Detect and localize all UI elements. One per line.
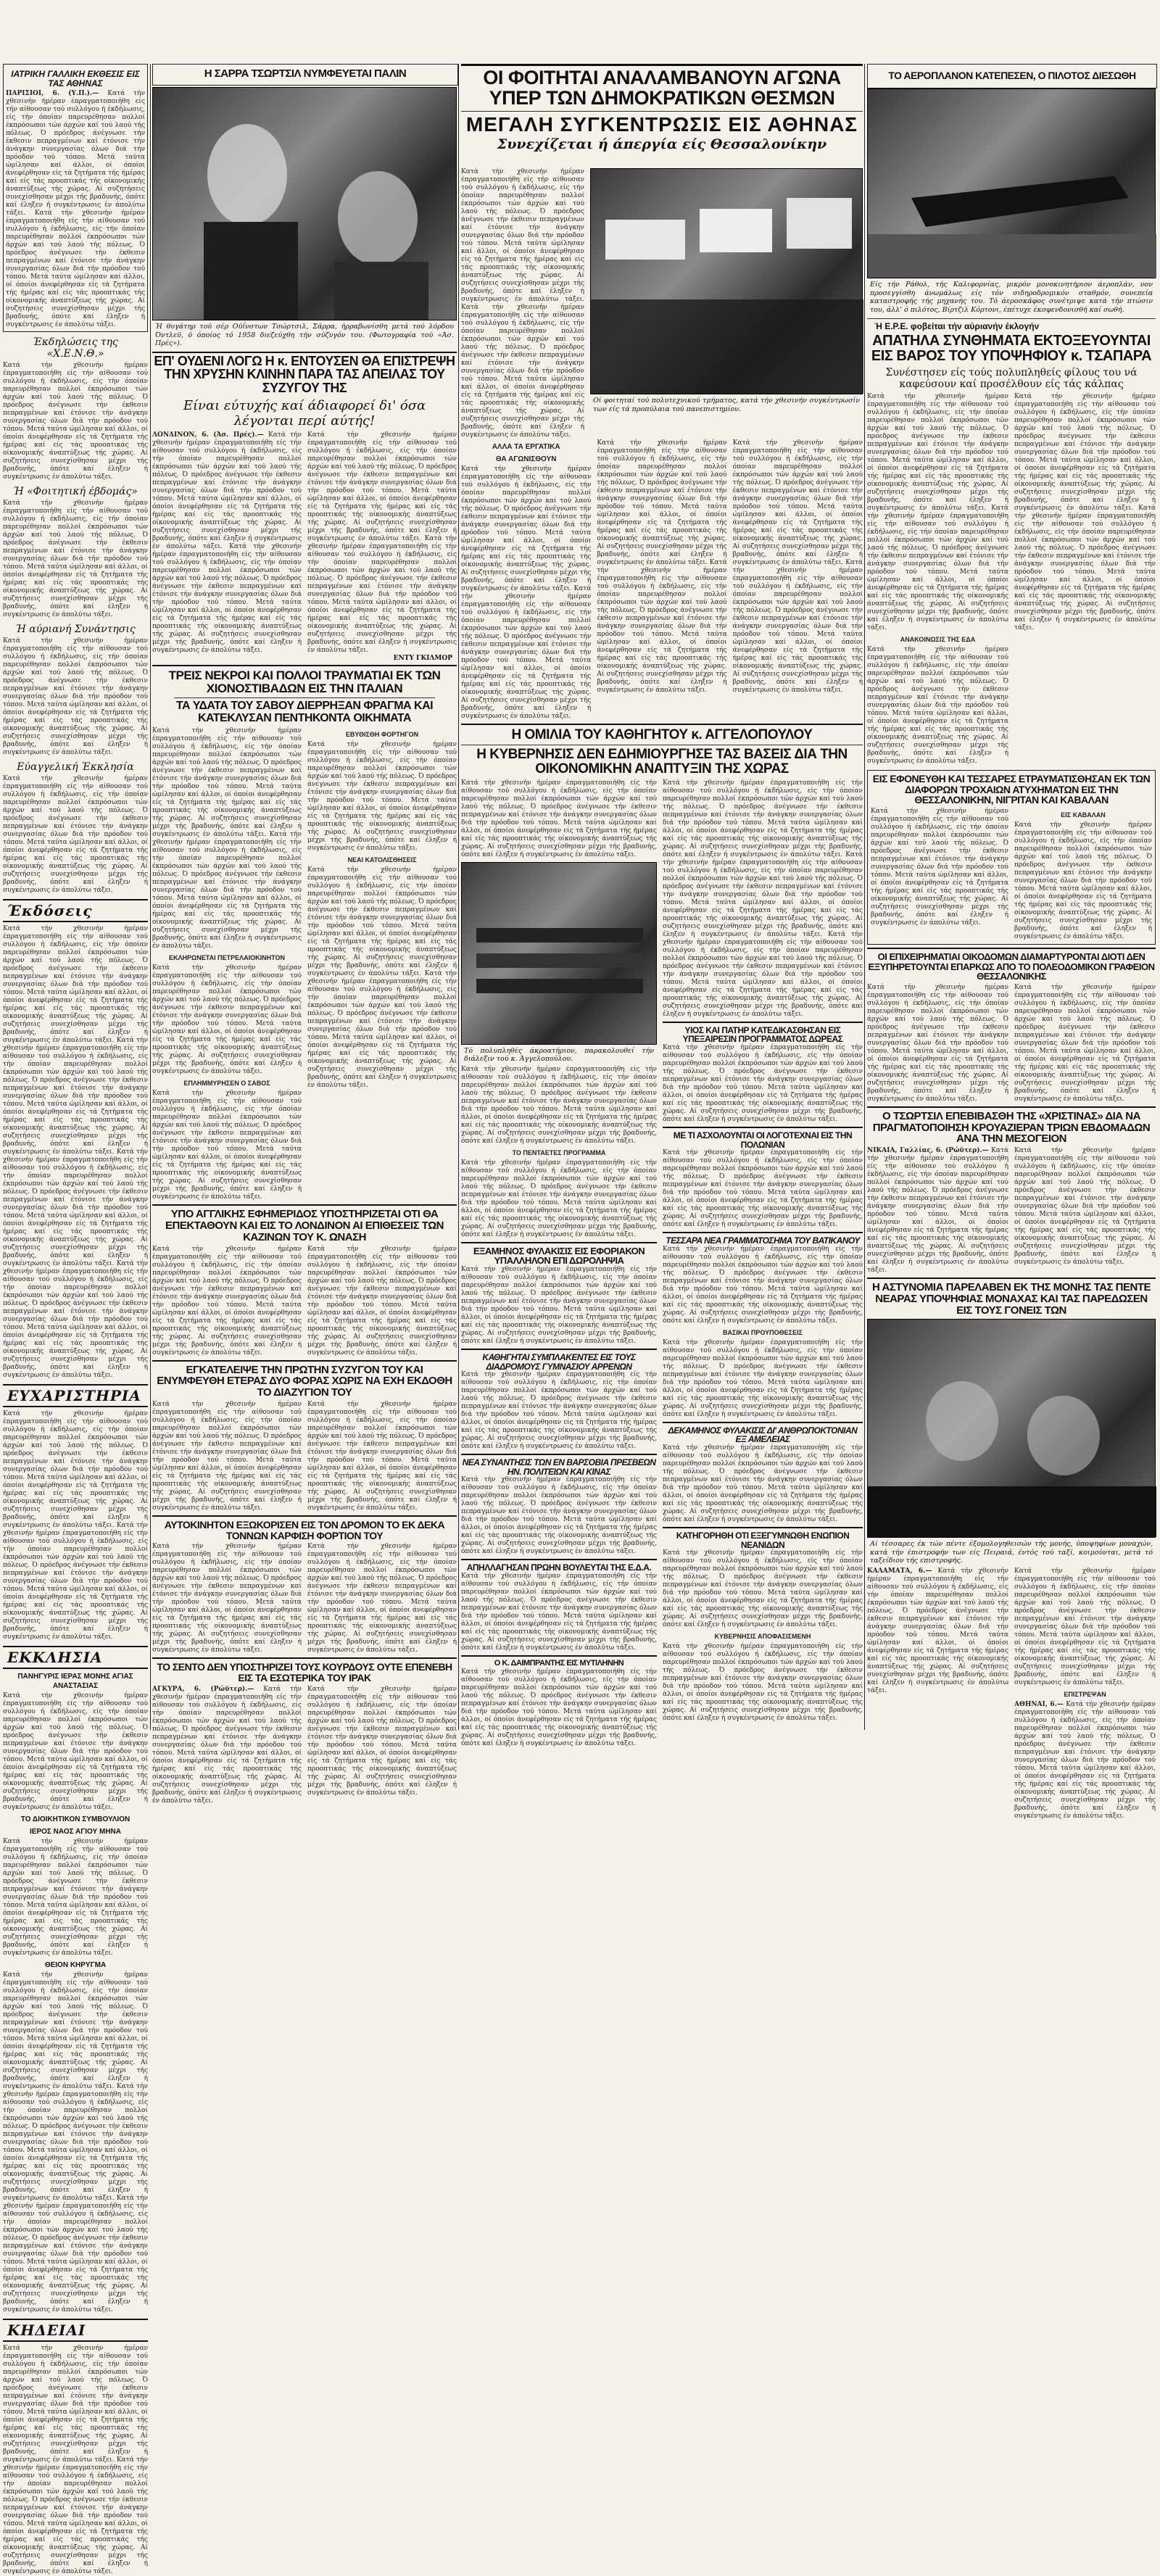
students-subheadline: Συνεχίζεται ή άπεργία είς Θεσσαλονίκην <box>497 136 827 153</box>
medical-exhibition-heading: ΙΑΤΡΙΚΗ ΓΑΛΛΙΚΗ ΕΚΘΕΣΙΣ ΕΙΣ ΤΑΣ ΑΘΗΝΑΣ <box>11 69 140 88</box>
church-banner: ΕΚΚΛΗΣΙΑ <box>3 1646 148 1669</box>
students-headline-line2: ΥΠΕΡ ΤΩΝ ΔΗΜΟΚΡΑΤΙΚΩΝ ΘΕΣΜΩΝ <box>489 87 835 109</box>
funerals-banner: ΚΗΔΕΙΑΙ <box>3 2319 148 2342</box>
publications-banner: Έκδόσεις <box>3 899 148 922</box>
angelopoulos-speech-headline: Η ΟΜΙΛΙΑ ΤΟΥ ΚΑΘΗΓΗΤΟΥ κ. ΑΓΓΕΛΟΠΟΥΛΟΥ <box>511 727 813 742</box>
second-column: Ή θυγάτηρ τού σέρ Ούΐνστων Τσώρτσιλ, Σάρρα, ήρραβωνίσθη μετά τού λόρδου Όντλεϋ, ό όποίος τό 1958 διεζεύχθη τήν σύζυγόν του. (Φωτογραφία τού «Άσ. Πρές»). ΕΠ' ΟΥΔΕΝΙ ΛΟΓΩ Η κ. ΕΝΤΟΥΣΕΝ ΘΑ ΕΠΙΣΤΡΕΨΗ ΤΗΝ ΧΡΥΣΗΝ ΚΛΙΝΗΝ ΠΑΡΑ ΤΑΣ ΑΠΕΙΛΑΣ ΤΟΥ ΣΥΖΥΓΟΥ ΤΗΣ Είναι εύτυχής καί άδιαφορεί δι' όσα λέγονται περί αύτής! ΛΟΝΔΙΝΟΝ, 6. (Άσ. Πρές).— Κατά τήν χθεσινήν ήμέραν έπραγματοποιήθη είς τήν αίθουσαν τού συλλόγου ή έκδήλωσις, είς τήν όποίαν παρευρέθησαν πολλοί έκπρόσωποι τών άρχών καί τού λαού τής πόλεως. Ό πρόεδρος άνέγνωσε τήν έκθεσιν πεπραγμένων καί έτόνισε τήν άνάγκην συνεργασίας όλων διά τήν πρόοδον τού τόπου. Μετά ταύτα ώμίλησαν καί άλλοι, οί όποίοι άνεφέρθησαν είς τά ζητήματα τής ήμέρας καί είς τάς προοπτικάς τής οίκονομικής άναπτύξεως τής χώρας. Αί συζητήσεις συνεχίσθησαν μέχρι τής βραδυνής, όπότε καί έληξεν ή συγκέντρωσις έν άπολύτω τάξει. Κατά τήν χθεσινήν ήμέραν έπραγματοποιήθη είς τήν αίθουσαν τού συλλόγου ή έκδήλωσις, είς τήν όποίαν παρευρέθησαν πολλοί έκπρόσωποι τών άρχών καί τού λαού τής πόλεως. Ό πρόεδρος άνέγνωσε τήν έκθεσιν πεπραγμένων καί έτόνισε τήν άνάγκην συνεργασίας όλων διά τήν πρόοδον τού τόπου. Μετά ταύτα ώμίλησαν καί άλλοι, οί όποίοι άνεφέρθησαν είς τά ζητήματα τής ήμέρας καί είς τάς προοπτικάς τής οίκονομικής άναπτύξεως τής χώρας. Αί συζητήσεις συνεχίσθησαν μέχρι τής βραδυνής, όπότε καί έληξεν ή συγκέντρωσις έν άπολύτω τάξει. Κατά τήν χθεσινήν ήμέραν έπραγματοποιήθη είς τήν αίθουσαν τού συλλόγου ή έκδήλωσις, είς τήν όποίαν παρευρέθησαν πολλοί έκπρόσωποι τών άρχών καί τού λαού τής πόλεως. Ό πρόεδρος άνέγνωσε τήν έκθεσιν πεπραγμένων καί έτόνισε τήν άνάγκην συνεργασίας όλων διά τήν πρόοδον τού τόπου. Μετά ταύτα ώμίλησαν καί άλλοι, οί όποίοι άνεφέρθησαν είς τά ζητήματα τής ήμέρας καί είς τάς προοπτικάς τής οίκονομικής άναπτύξεως τής χώρας. Αί συζητήσεις συνεχίσθησαν μέχρι τής βραδυνής, όπότε καί έληξεν ή συγκέντρωσις έν άπολύτω τάξει. Κατά τήν χθεσινήν ήμέραν έπραγματοποιήθη είς τήν αίθουσαν τού συλλόγου ή έκδήλωσις, είς τήν όποίαν παρευρέθησαν πολλοί έκπρόσωποι τών άρχών καί τού λαού τής πόλεως. Ό πρόεδρος άνέγνωσε τήν έκθεσιν πεπραγμένων καί έτόνισε τήν άνάγκην συνεργασίας όλων διά τήν πρόοδον τού τόπου. Μετά ταύτα ώμίλησαν καί άλλοι, οί όποίοι άνεφέρθησαν είς τά ζητήματα τής ήμέρας καί είς τάς προοπτικάς τής οίκονομικής άναπτύξεως τής χώρας. Αί συζητήσεις συνεχίσθησαν μέχρι τής βραδυνής, όπότε καί έληξεν ή συγκέντρωσις έν άπολύτω τάξει. ΕΝΤΥ ΓΚΙΛΜΟΡ ΤΡΕΙΣ ΝΕΚΡΟΙ ΚΑΙ ΠΟΛΛΟΙ ΤΡΑΥΜΑΤΙΑΙ ΕΚ ΤΩΝ ΧΙΟΝΟΣΤΙΒΑΔΩΝ ΕΙΣ ΤΗΝ ΙΤΑΛΙΑΝ ΤΑ ΥΔΑΤΑ ΤΟΥ ΣΑΒΟΥ ΔΙΕΡΡΗΞΑΝ ΦΡΑΓΜΑ ΚΑΙ ΚΑΤΕΚΛΥΣΑΝ ΠΕΝΤΗΚΟΝΤΑ ΟΙΚΗΜΑΤΑ Κατά τήν χθεσινήν ήμέραν έπραγματοποιήθη είς τήν αίθουσαν τού συλλόγου ή έκδήλωσις, είς τήν όποίαν παρευρέθησαν πολλοί έκπρόσωποι τών άρχών καί τού λαού τής πόλεως. Ό πρόεδρος άνέγνωσε τήν έκθεσιν πεπραγμένων καί έτόνισε τήν άνάγκην συνεργασίας όλων διά τήν πρόοδον τού τόπου. Μετά ταύτα ώμίλησαν καί άλλοι, οί όποίοι άνεφέρθησαν είς τά ζητήματα τής ήμέρας καί είς τάς προοπτικάς τής οίκονομικής άναπτύξεως τής χώρας. Αί συζητήσεις συνεχίσθησαν μέχρι τής βραδυνής, όπότε καί έληξεν ή συγκέντρωσις έν άπολύτω τάξει. Κατά τήν χθεσινήν ήμέραν έπραγματοποιήθη είς τήν αίθουσαν τού συλλόγου ή έκδήλωσις, είς τήν όποίαν παρευρέθησαν πολλοί έκπρόσωποι τών άρχών καί τού λαού τής πόλεως. Ό πρόεδρος άνέγνωσε τήν έκθεσιν πεπραγμένων καί έτόνισε τήν άνάγκην συνεργασίας όλων διά τήν πρόοδον τού τόπου. Μετά ταύτα ώμίλησαν καί άλλοι, οί όποίοι άνεφέρθησαν είς τά ζητήματα τής ήμέρας καί είς τάς προοπτικάς τής οίκονομικής άναπτύξεως τής χώρας. Αί συζητήσεις συνεχίσθησαν μέχρι τής βραδυνής, όπότε καί έληξεν ή συγκέντρωσις έν άπολύτω τάξει. ΕΚΛΗΡΩΝΕΤΑΙ ΠΕΤΡΕΛΑΙΟΚΙΝΗΤΟΝ Κατά τήν χθεσινήν ήμέραν έπραγματοποιήθη είς τήν αίθουσαν τού συλλόγου ή έκδήλωσις, είς τήν όποίαν παρευρέθησαν πολλοί έκπρόσωποι τών άρχών καί τού λαού τής πόλεως. Ό πρόεδρος άνέγνωσε τήν έκθεσιν πεπραγμένων καί έτόνισε τήν άνάγκην συνεργασίας όλων διά τήν πρόοδον τού τόπου. Μετά ταύτα ώμίλησαν καί άλλοι, οί όποίοι άνεφέρθησαν είς τά ζητήματα τής ήμέρας καί είς τάς προοπτικάς τής οίκονομικής άναπτύξεως τής χώρας. Αί συζητήσεις συνεχίσθησαν μέχρι τής βραδυνής, όπότε καί έληξεν ή συγκέντρωσις έν άπολύτω τάξει. ΕΠΛΗΜΜΥΡΗΣΕΝ Ο ΣΑΒΟΣ Κατά τήν χθεσινήν ήμέραν έπραγματοποιήθη είς τήν αίθουσαν τού συλλόγου ή έκδήλωσις, είς τήν όποίαν παρευρέθησαν πολλοί έκπρόσωποι τών άρχών καί τού λαού τής πόλεως. Ό πρόεδρος άνέγνωσε τήν έκθεσιν πεπραγμένων καί έτόνισε τήν άνάγκην συνεργασίας όλων διά τήν πρόοδον τού τόπου. Μετά ταύτα ώμίλησαν καί άλλοι, οί όποίοι άνεφέρθησαν είς τά ζητήματα τής ήμέρας καί είς τάς προοπτικάς τής οίκονομικής άναπτύξεως τής χώρας. Αί συζητήσεις συνεχίσθησαν μέχρι τής βραδυνής, όπότε καί έληξεν ή συγκέντρωσις έν άπολύτω τάξει. ΕΒΥΘΙΣΘΗ ΦΟΡΤΗΓΟΝ Κατά τήν χθεσινήν ήμέραν έπραγματοποιήθη είς τήν αίθουσαν τού συλλόγου ή έκδήλωσις, είς τήν όποίαν παρευρέθησαν πολλοί έκπρόσωποι τών άρχών καί τού λαού τής πόλεως. Ό πρόεδρος άνέγνωσε τήν έκθεσιν πεπραγμένων καί έτόνισε τήν άνάγκην συνεργασίας όλων διά τήν πρόοδον τού τόπου. Μετά ταύτα ώμίλησαν καί άλλοι, οί όποίοι άνεφέρθησαν είς τά ζητήματα τής ήμέρας καί είς τάς προοπτικάς τής οίκονομικής άναπτύξεως τής χώρας. Αί συζητήσεις συνεχίσθησαν μέχρι τής βραδυνής, όπότε καί έληξεν ή συγκέντρωσις έν άπολύτω τάξει. ΝΕΑΙ ΚΑΤΟΛΙΣΘΗΣΕΙΣ Κατά τήν χθεσινήν ήμέραν έπραγματοποιήθη είς τήν αίθουσαν τού συλλόγου ή έκδήλωσις, είς τήν όποίαν παρευρέθησαν πολλοί έκπρόσωποι τών άρχών καί τού λαού τής πόλεως. Ό πρόεδρος άνέγνωσε τήν έκθεσιν πεπραγμένων καί έτόνισε τήν άνάγκην συνεργασίας όλων διά τήν πρόοδον τού τόπου. Μετά ταύτα ώμίλησαν καί άλλοι, οί όποίοι άνεφέρθησαν είς τά ζητήματα τής ήμέρας καί είς τάς προοπτικάς τής οίκονομικής άναπτύξεως τής χώρας. Αί συζητήσεις συνεχίσθησαν μέχρι τής βραδυνής, όπότε καί έληξεν ή συγκέντρωσις έν άπολύτω τάξει. Κατά τήν χθεσινήν ήμέραν έπραγματοποιήθη είς τήν αίθουσαν τού συλλόγου ή έκδήλωσις, είς τήν όποίαν παρευρέθησαν πολλοί έκπρόσωποι τών άρχών καί τού λαού τής πόλεως. Ό πρόεδρος άνέγνωσε τήν έκθεσιν πεπραγμένων καί έτόνισε τήν άνάγκην συνεργασίας όλων διά τήν πρόοδον τού τόπου. Μετά ταύτα ώμίλησαν καί άλλοι, οί όποίοι άνεφέρθησαν είς τά ζητήματα τής ήμέρας καί είς τάς προοπτικάς τής οίκονομικής άναπτύξεως τής χώρας. Αί συζητήσεις συνεχίσθησαν μέχρι τής βραδυνής, όπότε καί έληξεν ή συγκέντρωσις έν άπολύτω τάξει. ΥΠΟ ΑΓΓΛΙΚΗΣ ΕΦΗΜΕΡΙΔΟΣ ΥΠΟΣΤΗΡΙΖΕΤΑΙ ΟΤΙ ΘΑ ΕΠΕΚΤΑΘΟΥΝ ΚΑΙ ΕΙΣ ΤΟ ΛΟΝΔΙΝΟΝ ΑΙ ΕΠΙΘΕΣΕΙΣ ΤΩΝ ΚΑΖΙΝΩΝ ΤΟΥ Κ. ΩΝΑΣΗ Κατά τήν χθεσινήν ήμέραν έπραγματοποιήθη είς τήν αίθουσαν τού συλλόγου ή έκδήλωσις, είς τήν όποίαν παρευρέθησαν πολλοί έκπρόσωποι τών άρχών καί τού λαού τής πόλεως. Ό πρόεδρος άνέγνωσε τήν έκθεσιν πεπραγμένων καί έτόνισε τήν άνάγκην συνεργασίας όλων διά τήν πρόοδον τού τόπου. Μετά ταύτα ώμίλησαν καί άλλοι, οί όποίοι άνεφέρθησαν είς τά ζητήματα τής ήμέρας καί είς τάς προοπτικάς τής οίκονομικής άναπτύξεως τής χώρας. Αί συζητήσεις συνεχίσθησαν μέχρι τής βραδυνής, όπότε καί έληξεν ή συγκέντρωσις έν άπολύτω τάξει. Κατά τήν χθεσινήν ήμέραν έπραγματοποιήθη είς τήν αίθουσαν τού συλλόγου ή έκδήλωσις, είς τήν όποίαν παρευρέθησαν πολλοί έκπρόσωποι τών άρχών καί τού λαού τής πόλεως. Ό πρόεδρος άνέγνωσε τήν έκθεσιν πεπραγμένων καί έτόνισε τήν άνάγκην συνεργασίας όλων διά τήν πρόοδον τού τόπου. Μετά ταύτα ώμίλησαν καί άλλοι, οί όποίοι άνεφέρθησαν είς τά ζητήματα τής ήμέρας καί είς τάς προοπτικάς τής οίκονομικής άναπτύξεως τής χώρας. Αί συζητήσεις συνεχίσθησαν μέχρι τής βραδυνής, όπότε καί έληξεν ή συγκέντρωσις έν άπολύτω τάξει. ΕΓΚΑΤΕΛΕΙΨΕ ΤΗΝ ΠΡΩΤΗΝ ΣΥΖΥΓΟΝ ΤΟΥ ΚΑΙ ΕΝΥΜΦΕΥΘΗ ΕΤΕΡΑΣ ΔΥΟ ΦΟΡΑΣ ΧΩΡΙΣ ΝΑ ΕΧΗ ΕΚΔΟΘΗ ΤΟ ΔΙΑΖΥΓΙΟΝ ΤΟΥ Κατά τήν χθεσινήν ήμέραν έπραγματοποιήθη είς τήν αίθουσαν τού συλλόγου ή έκδήλωσις, είς τήν όποίαν παρευρέθησαν πολλοί έκπρόσωποι τών άρχών καί τού λαού τής πόλεως. Ό πρόεδρος άνέγνωσε τήν έκθεσιν πεπραγμένων καί έτόνισε τήν άνάγκην συνεργασίας όλων διά τήν πρόοδον τού τόπου. Μετά ταύτα ώμίλησαν καί άλλοι, οί όποίοι άνεφέρθησαν είς τά ζητήματα τής ήμέρας καί είς τάς προοπτικάς τής οίκονομικής άναπτύξεως τής χώρας. Αί συζητήσεις συνεχίσθησαν μέχρι τής βραδυνής, όπότε καί έληξεν ή συγκέντρωσις έν άπολύτω τάξει. Κατά τήν χθεσινήν ήμέραν έπραγματοποιήθη είς τήν αίθουσαν τού συλλόγου ή έκδήλωσις, είς τήν όποίαν παρευρέθησαν πολλοί έκπρόσωποι τών άρχών καί τού λαού τής πόλεως. Ό πρόεδρος άνέγνωσε τήν έκθεσιν πεπραγμένων καί έτόνισε τήν άνάγκην συνεργασίας όλων διά τήν πρόοδον τού τόπου. Μετά ταύτα ώμίλησαν καί άλλοι, οί όποίοι άνεφέρθησαν είς τά ζητήματα τής ήμέρας καί είς τάς προοπτικάς τής οίκονομικής άναπτύξεως τής χώρας. Αί συζητήσεις συνεχίσθησαν μέχρι τής βραδυνής, όπότε καί έληξεν ή συγκέντρωσις έν άπολύτω τάξει. ΑΥΤΟΚΙΝΗΤΟΝ ΕΞΩΚΟΡΙΣΕΝ ΕΙΣ ΤΟΝ ΔΡΟΜΟΝ ΤΟ ΕΚ ΔΕΚΑ ΤΟΝΝΩΝ ΚΑΡΦΙΣΗ ΦΟΡΤΙΟΝ ΤΟΥ Κατά τήν χθεσινήν ήμέραν έπραγματοποιήθη είς τήν αίθουσαν τού συλλόγου ή έκδήλωσις, είς τήν όποίαν παρευρέθησαν πολλοί έκπρόσωποι τών άρχών καί τού λαού τής πόλεως. Ό πρόεδρος άνέγνωσε τήν έκθεσιν πεπραγμένων καί έτόνισε τήν άνάγκην συνεργασίας όλων διά τήν πρόοδον τού τόπου. Μετά ταύτα ώμίλησαν καί άλλοι, οί όποίοι άνεφέρθησαν είς τά ζητήματα τής ήμέρας καί είς τάς προοπτικάς τής οίκονομικής άναπτύξεως τής χώρας. Αί συζητήσεις συνεχίσθησαν μέχρι τής βραδυνής, όπότε καί έληξεν ή συγκέντρωσις έν άπολύτω τάξει. Κατά τήν χθεσινήν ήμέραν έπραγματοποιήθη είς τήν αίθουσαν τού συλλόγου ή έκδήλωσις, είς τήν όποίαν παρευρέθησαν πολλοί έκπρόσωποι τών άρχών καί τού λαού τής πόλεως. Ό πρόεδρος άνέγνωσε τήν έκθεσιν πεπραγμένων καί έτόνισε τήν άνάγκην συνεργασίας όλων διά τήν πρόοδον τού τόπου. Μετά ταύτα ώμίλησαν καί άλλοι, οί όποίοι άνεφέρθησαν είς τά ζητήματα τής ήμέρας καί είς τάς προοπτικάς τής οίκονομικής άναπτύξεως τής χώρας. Αί συζητήσεις συνεχίσθησαν μέχρι τής βραδυνής, όπότε καί έληξεν ή συγκέντρωσις έν άπολύτω τάξει. ΤΟ ΣΕΝΤΟ ΔΕΝ ΥΠΟΣΤΗΡΙΖΕΙ ΤΟΥΣ ΚΟΥΡΔΟΥΣ ΟΥΤΕ ΕΠΕΝΕΒΗ ΕΙΣ ΤΑ ΕΣΩΤΕΡΙΚΑ ΤΟΥ ΙΡΑΚ ΑΓΚΥΡΑ, 6. (Ρώϋτερ).— Κατά τήν χθεσινήν ήμέραν έπραγματοποιήθη είς τήν αίθουσαν τού συλλόγου ή έκδήλωσις, είς τήν όποίαν παρευρέθησαν πολλοί έκπρόσωποι τών άρχών καί τού λαού τής πόλεως. Ό πρόεδρος άνέγνωσε τήν έκθεσιν πεπραγμένων καί έτόνισε τήν άνάγκην συνεργασίας όλων διά τήν πρόοδον τού τόπου. Μετά ταύτα ώμίλησαν καί άλλοι, οί όποίοι άνεφέρθησαν είς τά ζητήματα τής ήμέρας καί είς τάς προοπτικάς τής οίκονομικής άναπτύξεως τής χώρας. Αί συζητήσεις συνεχίσθησαν μέχρι τής βραδυνής, όπότε καί έληξεν ή συγκέντρωσις έν άπολύτω τάξει. Κατά τήν χθεσινήν ήμέραν έπραγματοποιήθη είς τήν αίθουσαν τού συλλόγου ή έκδήλωσις, είς τήν όποίαν παρευρέθησαν πολλοί έκπρόσωποι τών άρχών καί τού λαού τής πόλεως. Ό πρόεδρος άνέγνωσε τήν έκθεσιν πεπραγμένων καί έτόνισε τήν άνάγκην συνεργασίας όλων διά τήν πρόοδον τού τόπου. Μετά ταύτα ώμίλησαν καί άλλοι, οί όποίοι άνεφέρθησαν είς τά ζητήματα τής ήμέρας καί είς τάς προοπτικάς τής οίκονομικής άναπτύξεως τής χώρας. Αί συζητήσεις συνεχίσθησαν μέχρι τής βραδυνής, όπότε καί έληξεν ή συγκέντρωσις έν άπολύτω τάξει. <box>152 87 457 1733</box>
third-column: Κατά τήν χθεσινήν ήμέραν έπραγματοποιήθη είς τήν αίθουσαν τού συλλόγου ή έκδήλωσις, είς τήν όποίαν παρευρέθησαν πολλοί έκπρόσωποι τών άρχών καί τού λαού τής πόλεως. Ό πρόεδρος άνέγνωσε τήν έκθεσιν πεπραγμένων καί έτόνισε τήν άνάγκην συνεργασίας όλων διά τήν πρόοδον τού τόπου. Μετά ταύτα ώμίλησαν καί άλλοι, οί όποίοι άνεφέρθησαν είς τά ζητήματα τής ήμέρας καί είς τάς προοπτικάς τής οίκονομικής άναπτύξεως τής χώρας. Αί συζητήσεις συνεχίσθησαν μέχρι τής βραδυνής, όπότε καί έληξεν ή συγκέντρωσις έν άπολύτω τάξει. Κατά τήν χθεσινήν ήμέραν έπραγματοποιήθη είς τήν αίθουσαν τού συλλόγου ή έκδήλωσις, είς τήν όποίαν παρευρέθησαν πολλοί έκπρόσωποι τών άρχών καί τού λαού τής πόλεως. Ό πρόεδρος άνέγνωσε τήν έκθεσιν πεπραγμένων καί έτόνισε τήν άνάγκην συνεργασίας όλων διά τήν πρόοδον τού τόπου. Μετά ταύτα ώμίλησαν καί άλλοι, οί όποίοι άνεφέρθησαν είς τά ζητήματα τής ήμέρας καί είς τάς προοπτικάς τής οίκονομικής άναπτύξεως τής χώρας. Αί συζητήσεις συνεχίσθησαν μέχρι τής βραδυνής, όπότε καί έληξεν ή συγκέντρωσις έν άπολύτω τάξει. Οί φοιτηταί τού πολυτεχνικού τμήματος, κατά τήν χθεσινήν συγκέντρωσίν των είς τά προπύλαια τού πανεπιστημίου. ΑΛΛΑ ΤΑ ΕΡΓΑΤΙΚΑ ΘΑ ΑΓΩΝΙΣΘΟΥΝ Κατά τήν χθεσινήν ήμέραν έπραγματοποιήθη είς τήν αίθουσαν τού συλλόγου ή έκδήλωσις, είς τήν όποίαν παρευρέθησαν πολλοί έκπρόσωποι τών άρχών καί τού λαού τής πόλεως. Ό πρόεδρος άνέγνωσε τήν έκθεσιν πεπραγμένων καί έτόνισε τήν άνάγκην συνεργασίας όλων διά τήν πρόοδον τού τόπου. Μετά ταύτα ώμίλησαν καί άλλοι, οί όποίοι άνεφέρθησαν είς τά ζητήματα τής ήμέρας καί είς τάς προοπτικάς τής οίκονομικής άναπτύξεως τής χώρας. Αί συζητήσεις συνεχίσθησαν μέχρι τής βραδυνής, όπότε καί έληξεν ή συγκέντρωσις έν άπολύτω τάξει. Κατά τήν χθεσινήν ήμέραν έπραγματοποιήθη είς τήν αίθουσαν τού συλλόγου ή έκδήλωσις, είς τήν όποίαν παρευρέθησαν πολλοί έκπρόσωποι τών άρχών καί τού λαού τής πόλεως. Ό πρόεδρος άνέγνωσε τήν έκθεσιν πεπραγμένων καί έτόνισε τήν άνάγκην συνεργασίας όλων διά τήν πρόοδον τού τόπου. Μετά ταύτα ώμίλησαν καί άλλοι, οί όποίοι άνεφέρθησαν είς τά ζητήματα τής ήμέρας καί είς τάς προοπτικάς τής οίκονομικής άναπτύξεως τής χώρας. Αί συζητήσεις συνεχίσθησαν μέχρι τής βραδυνής, όπότε καί έληξεν ή συγκέντρωσις έν άπολύτω τάξει. Κατά τήν χθεσινήν ήμέραν έπραγματοποιήθη είς τήν αίθουσαν τού συλλόγου ή έκδήλωσις, είς τήν όποίαν παρευρέθησαν πολλοί έκπρόσωποι τών άρχών καί τού λαού τής πόλεως. Ό πρόεδρος άνέγνωσε τήν έκθεσιν πεπραγμένων καί έτόνισε τήν άνάγκην συνεργασίας όλων διά τήν πρόοδον τού τόπου. Μετά ταύτα ώμίλησαν καί άλλοι, οί όποίοι άνεφέρθησαν είς τά ζητήματα τής ήμέρας καί είς τάς προοπτικάς τής οίκονομικής άναπτύξεως τής χώρας. Αί συζητήσεις συνεχίσθησαν μέχρι τής βραδυνής, όπότε καί έληξεν ή συγκέντρωσις έν άπολύτω τάξει. Κατά τήν χθεσινήν ήμέραν έπραγματοποιήθη είς τήν αίθουσαν τού συλλόγου ή έκδήλωσις, είς τήν όποίαν παρευρέθησαν πολλοί έκπρόσωποι τών άρχών καί τού λαού τής πόλεως. Ό πρόεδρος άνέγνωσε τήν έκθεσιν πεπραγμένων καί έτόνισε τήν άνάγκην συνεργασίας όλων διά τήν πρόοδον τού τόπου. Μετά ταύτα ώμίλησαν καί άλλοι, οί όποίοι άνεφέρθησαν είς τά ζητήματα τής ήμέρας καί είς τάς προοπτικάς τής οίκονομικής άναπτύξεως τής χώρας. Αί συζητήσεις συνεχίσθησαν μέχρι τής βραδυνής, όπότε καί έληξεν ή συγκέντρωσις έν άπολύτω τάξει. Κατά τήν χθεσινήν ήμέραν έπραγματοποιήθη είς τήν αίθουσαν τού συλλόγου ή έκδήλωσις, είς τήν όποίαν παρευρέθησαν πολλοί έκπρόσωποι τών άρχών καί τού λαού τής πόλεως. Ό πρόεδρος άνέγνωσε τήν έκθεσιν πεπραγμένων καί έτόνισε τήν άνάγκην συνεργασίας όλων διά τήν πρόοδον τού τόπου. Μετά ταύτα ώμίλησαν καί άλλοι, οί όποίοι άνεφέρθησαν είς τά ζητήματα τής ήμέρας καί είς τάς προοπτικάς τής οίκονομικής άναπτύξεως τής χώρας. Αί συζητήσεις συνεχίσθησαν μέχρι τής βραδυνής, όπότε καί έληξεν ή συγκέντρωσις έν άπολύτω τάξει. Κατά τήν χθεσινήν ήμέραν έπραγματοποιήθη είς τήν αίθουσαν τού συλλόγου ή έκδήλωσις, είς τήν όποίαν παρευρέθησαν πολλοί έκπρόσωποι τών άρχών καί τού λαού τής πόλεως. Ό πρόεδρος άνέγνωσε τήν έκθεσιν πεπραγμένων καί έτόνισε τήν άνάγκην συνεργασίας όλων διά τήν πρόοδον τού τόπου. Μετά ταύτα ώμίλησαν καί άλλοι, οί όποίοι άνεφέρθησαν είς τά ζητήματα τής ήμέρας καί είς τάς προοπτικάς τής οίκονομικής άναπτύξεως τής χώρας. Αί συζητήσεις συνεχίσθησαν μέχρι τής βραδυνής, όπότε καί έληξεν ή συγκέντρωσις έν άπολύτω τάξει. Η ΟΜΙΛΙΑ ΤΟΥ ΚΑΘΗΓΗΤΟΥ κ. ΑΓΓΕΛΟΠΟΥΛΟΥ Η ΚΥΒΕΡΝΗΣΙΣ ΔΕΝ ΕΔΗΜΙΟΥΡΓΗΣΕ ΤΑΣ ΒΑΣΕΙΣ ΔΙΑ ΤΗΝ ΟΙΚΟΝΟΜΙΚΗΝ ΑΝΑΠΤΥΞΙΝ ΤΗΣ ΧΩΡΑΣ Κατά τήν χθεσινήν ήμέραν έπραγματοποιήθη είς τήν αίθουσαν τού συλλόγου ή έκδήλωσις, είς τήν όποίαν παρευρέθησαν πολλοί έκπρόσωποι τών άρχών καί τού λαού τής πόλεως. Ό πρόεδρος άνέγνωσε τήν έκθεσιν πεπραγμένων καί έτόνισε τήν άνάγκην συνεργασίας όλων διά τήν πρόοδον τού τόπου. Μετά ταύτα ώμίλησαν καί άλλοι, οί όποίοι άνεφέρθησαν είς τά ζητήματα τής ήμέρας καί είς τάς προοπτικάς τής οίκονομικής άναπτύξεως τής χώρας. Αί συζητήσεις συνεχίσθησαν μέχρι τής βραδυνής, όπότε καί έληξεν ή συγκέντρωσις έν άπολύτω τάξει. Τό πολυπληθές άκροατήριον, παρακολουθεί τήν διάλεξιν τού κ. Άγγελοπούλου. Κατά τήν χθεσινήν ήμέραν έπραγματοποιήθη είς τήν αίθουσαν τού συλλόγου ή έκδήλωσις, είς τήν όποίαν παρευρέθησαν πολλοί έκπρόσωποι τών άρχών καί τού λαού τής πόλεως. Ό πρόεδρος άνέγνωσε τήν έκθεσιν πεπραγμένων καί έτόνισε τήν άνάγκην συνεργασίας όλων διά τήν πρόοδον τού τόπου. Μετά ταύτα ώμίλησαν καί άλλοι, οί όποίοι άνεφέρθησαν είς τά ζητήματα τής ήμέρας καί είς τάς προοπτικάς τής οίκονομικής άναπτύξεως τής χώρας. Αί συζητήσεις συνεχίσθησαν μέχρι τής βραδυνής, όπότε καί έληξεν ή συγκέντρωσις έν άπολύτω τάξει. ΤΟ ΠΕΝΤΑΕΤΕΣ ΠΡΟΓΡΑΜΜΑ Κατά τήν χθεσινήν ήμέραν έπραγματοποιήθη είς τήν αίθουσαν τού συλλόγου ή έκδήλωσις, είς τήν όποίαν παρευρέθησαν πολλοί έκπρόσωποι τών άρχών καί τού λαού τής πόλεως. Ό πρόεδρος άνέγνωσε τήν έκθεσιν πεπραγμένων καί έτόνισε τήν άνάγκην συνεργασίας όλων διά τήν πρόοδον τού τόπου. Μετά ταύτα ώμίλησαν καί άλλοι, οί όποίοι άνεφέρθησαν είς τά ζητήματα τής ήμέρας καί είς τάς προοπτικάς τής οίκονομικής άναπτύξεως τής χώρας. Αί συζητήσεις συνεχίσθησαν μέχρι τής βραδυνής, όπότε καί έληξεν ή συγκέντρωσις έν άπολύτω τάξει. ΕΞΑΜΗΝΟΣ ΦΥΛΑΚΙΣΙΣ ΕΙΣ ΕΦΟΡΙΑΚΟΝ ΥΠΑΛΛΗΛΟΝ ΕΠΙ ΔΩΡΟΛΗΨΙΑ Κατά τήν χθεσινήν ήμέραν έπραγματοποιήθη είς τήν αίθουσαν τού συλλόγου ή έκδήλωσις, είς τήν όποίαν παρευρέθησαν πολλοί έκπρόσωποι τών άρχών καί τού λαού τής πόλεως. Ό πρόεδρος άνέγνωσε τήν έκθεσιν πεπραγμένων καί έτόνισε τήν άνάγκην συνεργασίας όλων διά τήν πρόοδον τού τόπου. Μετά ταύτα ώμίλησαν καί άλλοι, οί όποίοι άνεφέρθησαν είς τά ζητήματα τής ήμέρας καί είς τάς προοπτικάς τής οίκονομικής άναπτύξεως τής χώρας. Αί συζητήσεις συνεχίσθησαν μέχρι τής βραδυνής, όπότε καί έληξεν ή συγκέντρωσις έν άπολύτω τάξει. ΚΑΘΗΓΗΤΑΙ ΣΥΜΠΛΑΚΕΝΤΕΣ ΕΙΣ ΤΟΥΣ ΔΙΑΔΡΟΜΟΥΣ ΓΥΜΝΑΣΙΟΥ ΑΡΡΕΝΩΝ Κατά τήν χθεσινήν ήμέραν έπραγματοποιήθη είς τήν αίθουσαν τού συλλόγου ή έκδήλωσις, είς τήν όποίαν παρευρέθησαν πολλοί έκπρόσωποι τών άρχών καί τού λαού τής πόλεως. Ό πρόεδρος άνέγνωσε τήν έκθεσιν πεπραγμένων καί έτόνισε τήν άνάγκην συνεργασίας όλων διά τήν πρόοδον τού τόπου. Μετά ταύτα ώμίλησαν καί άλλοι, οί όποίοι άνεφέρθησαν είς τά ζητήματα τής ήμέρας καί είς τάς προοπτικάς τής οίκονομικής άναπτύξεως τής χώρας. Αί συζητήσεις συνεχίσθησαν μέχρι τής βραδυνής, όπότε καί έληξεν ή συγκέντρωσις έν άπολύτω τάξει. ΝΕΑ ΣΥΝΑΝΤΗΣΙΣ ΤΩΝ ΕΝ ΒΑΡΣΟΒΙΑ ΠΡΕΣΒΕΩΝ ΗΝ. ΠΟΛΙΤΕΙΩΝ ΚΑΙ ΚΙΝΑΣ Κατά τήν χθεσινήν ήμέραν έπραγματοποιήθη είς τήν αίθουσαν τού συλλόγου ή έκδήλωσις, είς τήν όποίαν παρευρέθησαν πολλοί έκπρόσωποι τών άρχών καί τού λαού τής πόλεως. Ό πρόεδρος άνέγνωσε τήν έκθεσιν πεπραγμένων καί έτόνισε τήν άνάγκην συνεργασίας όλων διά τήν πρόοδον τού τόπου. Μετά ταύτα ώμίλησαν καί άλλοι, οί όποίοι άνεφέρθησαν είς τά ζητήματα τής ήμέρας καί είς τάς προοπτικάς τής οίκονομικής άναπτύξεως τής χώρας. Αί συζητήσεις συνεχίσθησαν μέχρι τής βραδυνής, όπότε καί έληξεν ή συγκέντρωσις έν άπολύτω τάξει. ΑΠΗΛΛΑΓΗΣΑΝ ΠΡΩΗΝ ΒΟΥΛΕΥΤΑΙ ΤΗΣ Ε.Δ.Α. Κατά τήν χθεσινήν ήμέραν έπραγματοποιήθη είς τήν αίθουσαν τού συλλόγου ή έκδήλωσις, είς τήν όποίαν παρευρέθησαν πολλοί έκπρόσωποι τών άρχών καί τού λαού τής πόλεως. Ό πρόεδρος άνέγνωσε τήν έκθεσιν πεπραγμένων καί έτόνισε τήν άνάγκην συνεργασίας όλων διά τήν πρόοδον τού τόπου. Μετά ταύτα ώμίλησαν καί άλλοι, οί όποίοι άνεφέρθησαν είς τά ζητήματα τής ήμέρας καί είς τάς προοπτικάς τής οίκονομικής άναπτύξεως τής χώρας. Αί συζητήσεις συνεχίσθησαν μέχρι τής βραδυνής, όπότε καί έληξεν ή συγκέντρωσις έν άπολύτω τάξει. Ο Κ. ΔΑΙΜΠΡΑΝΤΗΣ ΕΙΣ ΜΥΤΙΛΗΝΗΝ Κατά τήν χθεσινήν ήμέραν έπραγματοποιήθη είς τήν αίθουσαν τού συλλόγου ή έκδήλωσις, είς τήν όποίαν παρευρέθησαν πολλοί έκπρόσωποι τών άρχών καί τού λαού τής πόλεως. Ό πρόεδρος άνέγνωσε τήν έκθεσιν πεπραγμένων καί έτόνισε τήν άνάγκην συνεργασίας όλων διά τήν πρόοδον τού τόπου. Μετά ταύτα ώμίλησαν καί άλλοι, οί όποίοι άνεφέρθησαν είς τά ζητήματα τής ήμέρας καί είς τάς προοπτικάς τής οίκονομικής άναπτύξεως τής χώρας. Αί συζητήσεις συνεχίσθησαν μέχρι τής βραδυνής, όπότε καί έληξεν ή συγκέντρωσις έν άπολύτω τάξει. Κατά τήν χθεσινήν ήμέραν έπραγματοποιήθη είς τήν αίθουσαν τού συλλόγου ή έκδήλωσις, είς τήν όποίαν παρευρέθησαν πολλοί έκπρόσωποι τών άρχών καί τού λαού τής πόλεως. Ό πρόεδρος άνέγνωσε τήν έκθεσιν πεπραγμένων καί έτόνισε τήν άνάγκην συνεργασίας όλων διά τήν πρόοδον τού τόπου. Μετά ταύτα ώμίλησαν καί άλλοι, οί όποίοι άνεφέρθησαν είς τά ζητήματα τής ήμέρας καί είς τάς προοπτικάς τής οίκονομικής άναπτύξεως τής χώρας. Αί συζητήσεις συνεχίσθησαν μέχρι τής βραδυνής, όπότε καί έληξεν ή συγκέντρωσις έν άπολύτω τάξει. Κατά τήν χθεσινήν ήμέραν έπραγματοποιήθη είς τήν αίθουσαν τού συλλόγου ή έκδήλωσις, είς τήν όποίαν παρευρέθησαν πολλοί έκπρόσωποι τών άρχών καί τού λαού τής πόλεως. Ό πρόεδρος άνέγνωσε τήν έκθεσιν πεπραγμένων καί έτόνισε τήν άνάγκην συνεργασίας όλων διά τήν πρόοδον τού τόπου. Μετά ταύτα ώμίλησαν καί άλλοι, οί όποίοι άνεφέρθησαν είς τά ζητήματα τής ήμέρας καί είς τάς προοπτικάς τής οίκονομικής άναπτύξεως τής χώρας. Αί συζητήσεις συνεχίσθησαν μέχρι τής βραδυνής, όπότε καί έληξεν ή συγκέντρωσις έν άπολύτω τάξει. Κατά τήν χθεσινήν ήμέραν έπραγματοποιήθη είς τήν αίθουσαν τού συλλόγου ή έκδήλωσις, είς τήν όποίαν παρευρέθησαν πολλοί έκπρόσωποι τών άρχών καί τού λαού τής πόλεως. Ό πρόεδρος άνέγνωσε τήν έκθεσιν πεπραγμένων καί έτόνισε τήν άνάγκην συνεργασίας όλων διά τήν πρόοδον τού τόπου. Μετά ταύτα ώμίλησαν καί άλλοι, οί όποίοι άνεφέρθησαν είς τά ζητήματα τής ήμέρας καί είς τάς προοπτικάς τής οίκονομικής άναπτύξεως τής χώρας. Αί συζητήσεις συνεχίσθησαν μέχρι τής βραδυνής, όπότε καί έληξεν ή συγκέντρωσις έν άπολύτω τάξει. ΥΙΟΣ ΚΑΙ ΠΑΤΗΡ ΚΑΤΕΔΙΚΑΣΘΗΣΑΝ ΕΙΣ ΥΠΕΞΑΙΡΕΣΙΝ ΠΡΟΓΡΑΜΜΑΤΟΣ ΔΩΡΕΑΣ Κατά τήν χθεσινήν ήμέραν έπραγματοποιήθη είς τήν αίθουσαν τού συλλόγου ή έκδήλωσις, είς τήν όποίαν παρευρέθησαν πολλοί έκπρόσωποι τών άρχών καί τού λαού τής πόλεως. Ό πρόεδρος άνέγνωσε τήν έκθεσιν πεπραγμένων καί έτόνισε τήν άνάγκην συνεργασίας όλων διά τήν πρόοδον τού τόπου. Μετά ταύτα ώμίλησαν καί άλλοι, οί όποίοι άνεφέρθησαν είς τά ζητήματα τής ήμέρας καί είς τάς προοπτικάς τής οίκονομικής άναπτύξεως τής χώρας. Αί συζητήσεις συνεχίσθησαν μέχρι τής βραδυνής, όπότε καί έληξεν ή συγκέντρωσις έν άπολύτω τάξει. ΜΕ ΤΙ ΑΣΧΟΛΟΥΝΤΑΙ ΟΙ ΛΟΓΟΤΕΧΝΑΙ ΕΙΣ ΤΗΝ ΠΟΛΩΝΙΑΝ Κατά τήν χθεσινήν ήμέραν έπραγματοποιήθη είς τήν αίθουσαν τού συλλόγου ή έκδήλωσις, είς τήν όποίαν παρευρέθησαν πολλοί έκπρόσωποι τών άρχών καί τού λαού τής πόλεως. Ό πρόεδρος άνέγνωσε τήν έκθεσιν πεπραγμένων καί έτόνισε τήν άνάγκην συνεργασίας όλων διά τήν πρόοδον τού τόπου. Μετά ταύτα ώμίλησαν καί άλλοι, οί όποίοι άνεφέρθησαν είς τά ζητήματα τής ήμέρας καί είς τάς προοπτικάς τής οίκονομικής άναπτύξεως τής χώρας. Αί συζητήσεις συνεχίσθησαν μέχρι τής βραδυνής, όπότε καί έληξεν ή συγκέντρωσις έν άπολύτω τάξει. ΤΕΣΣΑΡΑ ΝΕΑ ΓΡΑΜΜΑΤΟΣΗΜΑ ΤΟΥ ΒΑΤΙΚΑΝΟΥ Κατά τήν χθεσινήν ήμέραν έπραγματοποιήθη είς τήν αίθουσαν τού συλλόγου ή έκδήλωσις, είς τήν όποίαν παρευρέθησαν πολλοί έκπρόσωποι τών άρχών καί τού λαού τής πόλεως. Ό πρόεδρος άνέγνωσε τήν έκθεσιν πεπραγμένων καί έτόνισε τήν άνάγκην συνεργασίας όλων διά τήν πρόοδον τού τόπου. Μετά ταύτα ώμίλησαν καί άλλοι, οί όποίοι άνεφέρθησαν είς τά ζητήματα τής ήμέρας καί είς τάς προοπτικάς τής οίκονομικής άναπτύξεως τής χώρας. Αί συζητήσεις συνεχίσθησαν μέχρι τής βραδυνής, όπότε καί έληξεν ή συγκέντρωσις έν άπολύτω τάξει. ΒΑΣΙΚΑΙ ΠΡΟΥΠΟΘΕΣΕΙΣ Κατά τήν χθεσινήν ήμέραν έπραγματοποιήθη είς τήν αίθουσαν τού συλλόγου ή έκδήλωσις, είς τήν όποίαν παρευρέθησαν πολλοί έκπρόσωποι τών άρχών καί τού λαού τής πόλεως. Ό πρόεδρος άνέγνωσε τήν έκθεσιν πεπραγμένων καί έτόνισε τήν άνάγκην συνεργασίας όλων διά τήν πρόοδον τού τόπου. Μετά ταύτα ώμίλησαν καί άλλοι, οί όποίοι άνεφέρθησαν είς τά ζητήματα τής ήμέρας καί είς τάς προοπτικάς τής οίκονομικής άναπτύξεως τής χώρας. Αί συζητήσεις συνεχίσθησαν μέχρι τής βραδυνής, όπότε καί έληξεν ή συγκέντρωσις έν άπολύτω τάξει. ΔΕΚΑΜΗΝΟΣ ΦΥΛΑΚΙΣΙΣ ΔΙ' ΑΝΘΡΩΠΟΚΤΟΝΙΑΝ ΕΞ ΑΜΕΛΕΙΑΣ Κατά τήν χθεσινήν ήμέραν έπραγματοποιήθη είς τήν αίθουσαν τού συλλόγου ή έκδήλωσις, είς τήν όποίαν παρευρέθησαν πολλοί έκπρόσωποι τών άρχών καί τού λαού τής πόλεως. Ό πρόεδρος άνέγνωσε τήν έκθεσιν πεπραγμένων καί έτόνισε τήν άνάγκην συνεργασίας όλων διά τήν πρόοδον τού τόπου. Μετά ταύτα ώμίλησαν καί άλλοι, οί όποίοι άνεφέρθησαν είς τά ζητήματα τής ήμέρας καί είς τάς προοπτικάς τής οίκονομικής άναπτύξεως τής χώρας. Αί συζητήσεις συνεχίσθησαν μέχρι τής βραδυνής, όπότε καί έληξεν ή συγκέντρωσις έν άπολύτω τάξει. ΚΑΤΗΓΟΡΗΘΗ ΟΤΙ ΕΞΕΓΥΜΝΩΘΗ ΕΝΩΠΙΟΝ ΝΕΑΝΙΔΩΝ Κατά τήν χθεσινήν ήμέραν έπραγματοποιήθη είς τήν αίθουσαν τού συλλόγου ή έκδήλωσις, είς τήν όποίαν παρευρέθησαν πολλοί έκπρόσωποι τών άρχών καί τού λαού τής πόλεως. Ό πρόεδρος άνέγνωσε τήν έκθεσιν πεπραγμένων καί έτόνισε τήν άνάγκην συνεργασίας όλων διά τήν πρόοδον τού τόπου. Μετά ταύτα ώμίλησαν καί άλλοι, οί όποίοι άνεφέρθησαν είς τά ζητήματα τής ήμέρας καί είς τάς προοπτικάς τής οίκονομικής άναπτύξεως τής χώρας. Αί συζητήσεις συνεχίσθησαν μέχρι τής βραδυνής, όπότε καί έληξεν ή συγκέντρωσις έν άπολύτω τάξει. ΚΥΒΕΡΝΗΣΙΣ ΑΠΟΦΑΣΙΣΜΕΝΗ Κατά τήν χθεσινήν ήμέραν έπραγματοποιήθη είς τήν αίθουσαν τού συλλόγου ή έκδήλωσις, είς τήν όποίαν παρευρέθησαν πολλοί έκπρόσωποι τών άρχών καί τού λαού τής πόλεως. Ό πρόεδρος άνέγνωσε τήν έκθεσιν πεπραγμένων καί έτόνισε τήν άνάγκην συνεργασίας όλων διά τήν πρόοδον τού τόπου. Μετά ταύτα ώμίλησαν καί άλλοι, οί όποίοι άνεφέρθησαν είς τά ζητήματα τής ήμέρας καί είς τάς προοπτικάς τής οίκονομικής άναπτύξεως τής χώρας. Αί συζητήσεις συνεχίσθησαν μέχρι τής βραδυνής, όπότε καί έληξεν ή συγκέντρωσις έν άπολύτω τάξει. <box>461 168 863 1747</box>
audience-rows <box>462 863 658 1044</box>
novices-photo-caption: Αί τέσσαρες έκ τών πέντε έξομολογηθεισών τής μονής, ύποψηφίων μοναχών, κατά τήν έπιστροφήν των είς Πειραιά, έντός τού ταξί, κοιμούνται, μετά τό ταξείδιον τής επιστροφής. <box>870 1540 1153 1565</box>
warsaw-ambassadors-headline: ΝΕΑ ΣΥΝΑΝΤΗΣΙΣ ΤΩΝ ΕΝ ΒΑΡΣΟΒΙΑ ΠΡΕΣΒΕΩΝ ΗΝ. ΠΟΛΙΤΕΙΩΝ ΚΑΙ ΚΙΝΑΣ <box>462 1457 656 1477</box>
novices-taxi-photo <box>867 1319 1156 1538</box>
tomorrow-meeting-heading: Ή αύριανή Συνάντησις <box>15 624 136 635</box>
author-signature: ΕΝΤΥ ΓΚΙΛΜΟΡ <box>393 655 452 663</box>
student-week-heading: Ή «Φοιτητική έβδομάς» <box>13 486 138 497</box>
bigamy-headline: ΕΓΚΑΤΕΛΕΙΨΕ ΤΗΝ ΠΡΩΤΗΝ ΣΥΖΥΓΟΝ ΤΟΥ ΚΑΙ ΕΝΥΜΦΕΥΘΗ ΕΤΕΡΑΣ ΔΥΟ ΦΟΡΑΣ ΧΩΡΙΣ ΝΑ ΕΧΗ ΕΚΔΟΘΗ ΤΟ ΔΙΑΖΥΓΙΟΝ ΤΟΥ <box>157 1363 452 1399</box>
sarra-churchill-photo <box>152 87 457 320</box>
mytilene-headline: Ο Κ. ΔΑΙΜΠΡΑΝΤΗΣ ΕΙΣ ΜΥΤΙΛΗΝΗΝ <box>494 1659 624 1668</box>
column-rule <box>458 64 459 1730</box>
rally-banners <box>591 169 863 394</box>
airplane-crash-photo <box>867 88 1156 278</box>
sermon-heading: ΘΕΙΟΝ ΚΗΡΥΓΜΑ <box>44 1961 107 1969</box>
truck-nails-headline: ΑΥΤΟΚΙΝΗΤΟΝ ΕΞΩΚΟΡΙΣΕΝ ΕΙΣ ΤΟΝ ΔΡΟΜΟΝ ΤΟ ΕΚ ΔΕΚΑ ΤΟΝΝΩΝ ΚΑΡΦΙΣΗ ΦΟΡΤΙΟΝ ΤΟΥ <box>164 1518 445 1541</box>
traffic-accidents-headline: ΕΙΣ ΕΦΟΝΕΥΘΗ ΚΑΙ ΤΕΣΣΑΡΕΣ ΕΤΡΑΥΜΑΤΙΣΘΗΣΑΝ ΕΚ ΤΩΝ ΔΙΑΦΟΡΩΝ ΤΡΟΧΑΙΩΝ ΑΤΥΧΗΜΑΤΩΝ ΕΙΣ ΤΗΝ ΘΕΣΣΑΛΟΝΙΚΗΝ, ΝΙΓΡΙΤΑΝ ΚΑΙ ΚΑΒΑΛΑΝ <box>872 773 1151 806</box>
poland-writers-headline: ΜΕ ΤΙ ΑΣΧΟΛΟΥΝΤΑΙ ΟΙ ΛΟΓΟΤΕΧΝΑΙ ΕΙΣ ΤΗΝ ΠΟΛΩΝΙΑΝ <box>673 1130 853 1150</box>
paris-dateline: ΠΑΡΙΣΙΟΙ, 6. (Υ.Π.).— <box>6 90 99 97</box>
signature-line: ΤΟ ΔΙΟΙΚΗΤΙΚΟΝ ΣΥΜΒΟΥΛΙΟΝ <box>20 1815 130 1823</box>
savo-flood-headline: ΤΑ ΥΔΑΤΑ ΤΟΥ ΣΑΒΟΥ ΔΙΕΡΡΗΞΑΝ ΦΡΑΓΜΑ ΚΑΙ ΚΑΤΕΚΛΥΣΑΝ ΠΕΝΤΗΚΟΝΤΑ ΟΙΚΗΜΑΤΑ <box>175 699 434 724</box>
students-rally-photo <box>590 168 863 394</box>
builders-protest-headline: ΟΙ ΕΠΙΧΕΙΡΗΜΑΤΙΑΙ ΟΙΚΟΔΟΜΩΝ ΔΙΑΜΑΡΤΥΡΟΝΤΑΙ ΔΙΟΤΙ ΔΕΝ ΕΞΥΠΗΡΕΤΟΥΝΤΑΙ ΕΠΑΡΚΩΣ ΑΠΟ ΤΟ ΠΟΛΕΟΔΟΜΙΚΟΝ ΓΡΑΦΕΙΟΝ ΘΕΣΣΑΛΟΝΙΚΗΣ <box>868 951 1155 982</box>
italy-avalanche-headline: ΤΡΕΙΣ ΝΕΚΡΟΙ ΚΑΙ ΠΟΛΛΟΙ ΤΡΑΥΜΑΤΙΑΙ ΕΚ ΤΩΝ ΧΙΟΝΟΣΤΙΒΑΔΩΝ ΕΙΣ ΤΗΝ ΙΤΑΛΙΑΝ <box>168 668 441 696</box>
evangelical-church-heading: Εύαγγελική Έκκλησία <box>17 761 134 773</box>
sarra-headline: Η ΣΑΡΡΑ ΤΣΩΡΤΣΙΛ ΝΥΜΦΕΥΕΤΑΙ ΠΑΛΙΝ <box>204 67 407 80</box>
tsaparas-headline: ΑΠΑΤΗΛΑ ΣΥΝΘΗΜΑΤΑ ΕΚΤΟΞΕΥΟΥΝΤΑΙ ΕΙΣ ΒΑΡΟΣ ΤΟΥ ΥΠΟΨΗΦΙΟΥ κ. ΤΣΑΠΑΡΑ <box>871 333 1152 364</box>
entousen-headline: ΕΠ' ΟΥΔΕΝΙ ΛΟΓΩ Η κ. ΕΝΤΟΥΣΕΝ ΘΑ ΕΠΙΣΤΡΕΨΗ ΤΗΝ ΧΡΥΣΗΝ ΚΛΙΝΗΝ ΠΑΡΑ ΤΑΣ ΑΠΕΙΛΑΣ ΤΟΥ ΣΥΖΥΓΟΥ ΤΗΣ <box>154 353 455 396</box>
entousen-subheadline: Είναι εύτυχής καί άδιαφορεί δι' όσα λέγονται περί αύτής! <box>183 398 426 429</box>
eda-deputies-headline: ΑΠΗΛΛΑΓΗΣΑΝ ΠΡΩΗΝ ΒΟΥΛΕΥΤΑΙ ΤΗΣ Ε.Δ.Α. <box>466 1562 652 1573</box>
airplane-wreck <box>868 89 1156 278</box>
son-father-headline: ΥΙΟΣ ΚΑΙ ΠΑΤΗΡ ΚΑΤΕΔΙΚΑΣΘΗΣΑΝ ΕΙΣ ΥΠΕΞΑΙΡΕΣΙΝ ΠΡΟΓΡΑΜΜΑΤΟΣ ΔΩΡΕΑΣ <box>682 1024 843 1045</box>
students-headline-line3: ΜΕΓΑΛΗ ΣΥΓΚΕΝΤΡΩΣΙΣ ΕΙΣ ΑΘΗΝΑΣ <box>465 112 858 136</box>
lecture-photo-caption: Τό πολυπληθές άκροατήριον, παρακολουθεί τήν διάλεξιν τού κ. Άγγελοπούλου. <box>464 1046 654 1064</box>
teachers-fight-headline: ΚΑΘΗΓΗΤΑΙ ΣΥΜΠΛΑΚΕΝΤΕΣ ΕΙΣ ΤΟΥΣ ΔΙΑΔΡΟΜΟΥΣ ΓΥΜΝΑΣΙΟΥ ΑΡΡΕΝΩΝ <box>482 1352 636 1372</box>
churchill-cruise-headline: Ο ΤΣΩΡΤΣΙΛ ΕΠΕΒΙΒΑΣΘΗ ΤΗΣ «ΧΡΙΣΤΙΝΑΣ» ΔΙΑ ΝΑ ΠΡΑΓΜΑΤΟΠΟΙΗΣΗ ΚΡΟΥΑΖΙΕΡΑΝ ΤΡΙΩΝ ΕΒΔΟΜΑΔΩΝ ΑΝΑ ΤΗΝ ΜΕΣΟΓΕΙΟΝ <box>872 1109 1151 1146</box>
taxi-interior <box>868 1320 1156 1537</box>
airplane-headline: ΤΟ ΑΕΡΟΠΛΑΝΟΝ ΚΑΤΕΠΕΣΕΝ, Ο ΠΙΛΟΤΟΣ ΔΙΕΣΩΘΗ <box>888 70 1136 81</box>
agios-minas-heading: ΙΕΡΟΣ ΝΑΟΣ ΑΓΙΟΥ ΜΗΝΑ <box>30 1828 121 1836</box>
manslaughter-headline: ΔΕΚΑΜΗΝΟΣ ΦΥΛΑΚΙΣΙΣ ΔΙ' ΑΝΘΡΩΠΟΚΤΟΝΙΑΝ ΕΞ ΑΜΕΛΕΙΑΣ <box>668 1425 858 1445</box>
photo-figures <box>153 88 457 320</box>
column-rule <box>150 64 151 1730</box>
left-column: ΙΑΤΡΙΚΗ ΓΑΛΛΙΚΗ ΕΚΘΕΣΙΣ ΕΙΣ ΤΑΣ ΑΘΗΝΑΣ ΠΑΡΙΣΙΟΙ, 6. (Υ.Π.).— Κατά τήν χθεσινήν ήμέραν έπραγματοποιήθη είς τήν αίθουσαν τού συλλόγου ή έκδήλωσις, είς τήν όποίαν παρευρέθησαν πολλοί έκπρόσωποι τών άρχών καί τού λαού τής πόλεως. Ό πρόεδρος άνέγνωσε τήν έκθεσιν πεπραγμένων καί έτόνισε τήν άνάγκην συνεργασίας όλων διά τήν πρόοδον τού τόπου. Μετά ταύτα ώμίλησαν καί άλλοι, οί όποίοι άνεφέρθησαν είς τά ζητήματα τής ήμέρας καί είς τάς προοπτικάς τής οίκονομικής άναπτύξεως τής χώρας. Αί συζητήσεις συνεχίσθησαν μέχρι τής βραδυνής, όπότε καί έληξεν ή συγκέντρωσις έν άπολύτω τάξει. Κατά τήν χθεσινήν ήμέραν έπραγματοποιήθη είς τήν αίθουσαν τού συλλόγου ή έκδήλωσις, είς τήν όποίαν παρευρέθησαν πολλοί έκπρόσωποι τών άρχών καί τού λαού τής πόλεως. Ό πρόεδρος άνέγνωσε τήν έκθεσιν πεπραγμένων καί έτόνισε τήν άνάγκην συνεργασίας όλων διά τήν πρόοδον τού τόπου. Μετά ταύτα ώμίλησαν καί άλλοι, οί όποίοι άνεφέρθησαν είς τά ζητήματα τής ήμέρας καί είς τάς προοπτικάς τής οίκονομικής άναπτύξεως τής χώρας. Αί συζητήσεις συνεχίσθησαν μέχρι τής βραδυνής, όπότε καί έληξεν ή συγκέντρωσις έν άπολύτω τάξει. Έκδηλώσεις της «Χ.Ε.Ν.Θ.» Κατά τήν χθεσινήν ήμέραν έπραγματοποιήθη είς τήν αίθουσαν τού συλλόγου ή έκδήλωσις, είς τήν όποίαν παρευρέθησαν πολλοί έκπρόσωποι τών άρχών καί τού λαού τής πόλεως. Ό πρόεδρος άνέγνωσε τήν έκθεσιν πεπραγμένων καί έτόνισε τήν άνάγκην συνεργασίας όλων διά τήν πρόοδον τού τόπου. Μετά ταύτα ώμίλησαν καί άλλοι, οί όποίοι άνεφέρθησαν είς τά ζητήματα τής ήμέρας καί είς τάς προοπτικάς τής οίκονομικής άναπτύξεως τής χώρας. Αί συζητήσεις συνεχίσθησαν μέχρι τής βραδυνής, όπότε καί έληξεν ή συγκέντρωσις έν άπολύτω τάξει. Ή «Φοιτητική έβδομάς» Κατά τήν χθεσινήν ήμέραν έπραγματοποιήθη είς τήν αίθουσαν τού συλλόγου ή έκδήλωσις, είς τήν όποίαν παρευρέθησαν πολλοί έκπρόσωποι τών άρχών καί τού λαού τής πόλεως. Ό πρόεδρος άνέγνωσε τήν έκθεσιν πεπραγμένων καί έτόνισε τήν άνάγκην συνεργασίας όλων διά τήν πρόοδον τού τόπου. Μετά ταύτα ώμίλησαν καί άλλοι, οί όποίοι άνεφέρθησαν είς τά ζητήματα τής ήμέρας καί είς τάς προοπτικάς τής οίκονομικής άναπτύξεως τής χώρας. Αί συζητήσεις συνεχίσθησαν μέχρι τής βραδυνής, όπότε καί έληξεν ή συγκέντρωσις έν άπολύτω τάξει. Ή αύριανή Συνάντησις Κατά τήν χθεσινήν ήμέραν έπραγματοποιήθη είς τήν αίθουσαν τού συλλόγου ή έκδήλωσις, είς τήν όποίαν παρευρέθησαν πολλοί έκπρόσωποι τών άρχών καί τού λαού τής πόλεως. Ό πρόεδρος άνέγνωσε τήν έκθεσιν πεπραγμένων καί έτόνισε τήν άνάγκην συνεργασίας όλων διά τήν πρόοδον τού τόπου. Μετά ταύτα ώμίλησαν καί άλλοι, οί όποίοι άνεφέρθησαν είς τά ζητήματα τής ήμέρας καί είς τάς προοπτικάς τής οίκονομικής άναπτύξεως τής χώρας. Αί συζητήσεις συνεχίσθησαν μέχρι τής βραδυνής, όπότε καί έληξεν ή συγκέντρωσις έν άπολύτω τάξει. Εύαγγελική Έκκλησία Κατά τήν χθεσινήν ήμέραν έπραγματοποιήθη είς τήν αίθουσαν τού συλλόγου ή έκδήλωσις, είς τήν όποίαν παρευρέθησαν πολλοί έκπρόσωποι τών άρχών καί τού λαού τής πόλεως. Ό πρόεδρος άνέγνωσε τήν έκθεσιν πεπραγμένων καί έτόνισε τήν άνάγκην συνεργασίας όλων διά τήν πρόοδον τού τόπου. Μετά ταύτα ώμίλησαν καί άλλοι, οί όποίοι άνεφέρθησαν είς τά ζητήματα τής ήμέρας καί είς τάς προοπτικάς τής οίκονομικής άναπτύξεως τής χώρας. Αί συζητήσεις συνεχίσθησαν μέχρι τής βραδυνής, όπότε καί έληξεν ή συγκέντρωσις έν άπολύτω τάξει. Έκδόσεις Κατά τήν χθεσινήν ήμέραν έπραγματοποιήθη είς τήν αίθουσαν τού συλλόγου ή έκδήλωσις, είς τήν όποίαν παρευρέθησαν πολλοί έκπρόσωποι τών άρχών καί τού λαού τής πόλεως. Ό πρόεδρος άνέγνωσε τήν έκθεσιν πεπραγμένων καί έτόνισε τήν άνάγκην συνεργασίας όλων διά τήν πρόοδον τού τόπου. Μετά ταύτα ώμίλησαν καί άλλοι, οί όποίοι άνεφέρθησαν είς τά ζητήματα τής ήμέρας καί είς τάς προοπτικάς τής οίκονομικής άναπτύξεως τής χώρας. Αί συζητήσεις συνεχίσθησαν μέχρι τής βραδυνής, όπότε καί έληξεν ή συγκέντρωσις έν άπολύτω τάξει. Κατά τήν χθεσινήν ήμέραν έπραγματοποιήθη είς τήν αίθουσαν τού συλλόγου ή έκδήλωσις, είς τήν όποίαν παρευρέθησαν πολλοί έκπρόσωποι τών άρχών καί τού λαού τής πόλεως. Ό πρόεδρος άνέγνωσε τήν έκθεσιν πεπραγμένων καί έτόνισε τήν άνάγκην συνεργασίας όλων διά τήν πρόοδον τού τόπου. Μετά ταύτα ώμίλησαν καί άλλοι, οί όποίοι άνεφέρθησαν είς τά ζητήματα τής ήμέρας καί είς τάς προοπτικάς τής οίκονομικής άναπτύξεως τής χώρας. Αί συζητήσεις συνεχίσθησαν μέχρι τής βραδυνής, όπότε καί έληξεν ή συγκέντρωσις έν άπολύτω τάξει. Κατά τήν χθεσινήν ήμέραν έπραγματοποιήθη είς τήν αίθουσαν τού συλλόγου ή έκδήλωσις, είς τήν όποίαν παρευρέθησαν πολλοί έκπρόσωποι τών άρχών καί τού λαού τής πόλεως. Ό πρόεδρος άνέγνωσε τήν έκθεσιν πεπραγμένων καί έτόνισε τήν άνάγκην συνεργασίας όλων διά τήν πρόοδον τού τόπου. Μετά ταύτα ώμίλησαν καί άλλοι, οί όποίοι άνεφέρθησαν είς τά ζητήματα τής ήμέρας καί είς τάς προοπτικάς τής οίκονομικής άναπτύξεως τής χώρας. Αί συζητήσεις συνεχίσθησαν μέχρι τής βραδυνής, όπότε καί έληξεν ή συγκέντρωσις έν άπολύτω τάξει. Κατά τήν χθεσινήν ήμέραν έπραγματοποιήθη είς τήν αίθουσαν τού συλλόγου ή έκδήλωσις, είς τήν όποίαν παρευρέθησαν πολλοί έκπρόσωποι τών άρχών καί τού λαού τής πόλεως. Ό πρόεδρος άνέγνωσε τήν έκθεσιν πεπραγμένων καί έτόνισε τήν άνάγκην συνεργασίας όλων διά τήν πρόοδον τού τόπου. Μετά ταύτα ώμίλησαν καί άλλοι, οί όποίοι άνεφέρθησαν είς τά ζητήματα τής ήμέρας καί είς τάς προοπτικάς τής οίκονομικής άναπτύξεως τής χώρας. Αί συζητήσεις συνεχίσθησαν μέχρι τής βραδυνής, όπότε καί έληξεν ή συγκέντρωσις έν άπολύτω τάξει. ΕΥΧΑΡΙΣΤΗΡΙΑ Κατά τήν χθεσινήν ήμέραν έπραγματοποιήθη είς τήν αίθουσαν τού συλλόγου ή έκδήλωσις, είς τήν όποίαν παρευρέθησαν πολλοί έκπρόσωποι τών άρχών καί τού λαού τής πόλεως. Ό πρόεδρος άνέγνωσε τήν έκθεσιν πεπραγμένων καί έτόνισε τήν άνάγκην συνεργασίας όλων διά τήν πρόοδον τού τόπου. Μετά ταύτα ώμίλησαν καί άλλοι, οί όποίοι άνεφέρθησαν είς τά ζητήματα τής ήμέρας καί είς τάς προοπτικάς τής οίκονομικής άναπτύξεως τής χώρας. Αί συζητήσεις συνεχίσθησαν μέχρι τής βραδυνής, όπότε καί έληξεν ή συγκέντρωσις έν άπολύτω τάξει. Κατά τήν χθεσινήν ήμέραν έπραγματοποιήθη είς τήν αίθουσαν τού συλλόγου ή έκδήλωσις, είς τήν όποίαν παρευρέθησαν πολλοί έκπρόσωποι τών άρχών καί τού λαού τής πόλεως. Ό πρόεδρος άνέγνωσε τήν έκθεσιν πεπραγμένων καί έτόνισε τήν άνάγκην συνεργασίας όλων διά τήν πρόοδον τού τόπου. Μετά ταύτα ώμίλησαν καί άλλοι, οί όποίοι άνεφέρθησαν είς τά ζητήματα τής ήμέρας καί είς τάς προοπτικάς τής οίκονομικής άναπτύξεως τής χώρας. Αί συζητήσεις συνεχίσθησαν μέχρι τής βραδυνής, όπότε καί έληξεν ή συγκέντρωσις έν άπολύτω τάξει. ΕΚΚΛΗΣΙΑ ΠΑΝΗΓΥΡΙΣ ΙΕΡΑΣ ΜΟΝΗΣ ΑΓΙΑΣ ΑΝΑΣΤΑΣΙΑΣ Κατά τήν χθεσινήν ήμέραν έπραγματοποιήθη είς τήν αίθουσαν τού συλλόγου ή έκδήλωσις, είς τήν όποίαν παρευρέθησαν πολλοί έκπρόσωποι τών άρχών καί τού λαού τής πόλεως. Ό πρόεδρος άνέγνωσε τήν έκθεσιν πεπραγμένων καί έτόνισε τήν άνάγκην συνεργασίας όλων διά τήν πρόοδον τού τόπου. Μετά ταύτα ώμίλησαν καί άλλοι, οί όποίοι άνεφέρθησαν είς τά ζητήματα τής ήμέρας καί είς τάς προοπτικάς τής οίκονομικής άναπτύξεως τής χώρας. Αί συζητήσεις συνεχίσθησαν μέχρι τής βραδυνής, όπότε καί έληξεν ή συγκέντρωσις έν άπολύτω τάξει. ΤΟ ΔΙΟΙΚΗΤΙΚΟΝ ΣΥΜΒΟΥΛΙΟΝ ΙΕΡΟΣ ΝΑΟΣ ΑΓΙΟΥ ΜΗΝΑ Κατά τήν χθεσινήν ήμέραν έπραγματοποιήθη είς τήν αίθουσαν τού συλλόγου ή έκδήλωσις, είς τήν όποίαν παρευρέθησαν πολλοί έκπρόσωποι τών άρχών καί τού λαού τής πόλεως. Ό πρόεδρος άνέγνωσε τήν έκθεσιν πεπραγμένων καί έτόνισε τήν άνάγκην συνεργασίας όλων διά τήν πρόοδον τού τόπου. Μετά ταύτα ώμίλησαν καί άλλοι, οί όποίοι άνεφέρθησαν είς τά ζητήματα τής ήμέρας καί είς τάς προοπτικάς τής οίκονομικής άναπτύξεως τής χώρας. Αί συζητήσεις συνεχίσθησαν μέχρι τής βραδυνής, όπότε καί έληξεν ή συγκέντρωσις έν άπολύτω τάξει. ΘΕΙΟΝ ΚΗΡΥΓΜΑ Κατά τήν χθεσινήν ήμέραν έπραγματοποιήθη είς τήν αίθουσαν τού συλλόγου ή έκδήλωσις, είς τήν όποίαν παρευρέθησαν πολλοί έκπρόσωποι τών άρχών καί τού λαού τής πόλεως. Ό πρόεδρος άνέγνωσε τήν έκθεσιν πεπραγμένων καί έτόνισε τήν άνάγκην συνεργασίας όλων διά τήν πρόοδον τού τόπου. Μετά ταύτα ώμίλησαν καί άλλοι, οί όποίοι άνεφέρθησαν είς τά ζητήματα τής ήμέρας καί είς τάς προοπτικάς τής οίκονομικής άναπτύξεως τής χώρας. Αί συζητήσεις συνεχίσθησαν μέχρι τής βραδυνής, όπότε καί έληξεν ή συγκέντρωσις έν άπολύτω τάξει. Κατά τήν χθεσινήν ήμέραν έπραγματοποιήθη είς τήν αίθουσαν τού συλλόγου ή έκδήλωσις, είς τήν όποίαν παρευρέθησαν πολλοί έκπρόσωποι τών άρχών καί τού λαού τής πόλεως. Ό πρόεδρος άνέγνωσε τήν έκθεσιν πεπραγμένων καί έτόνισε τήν άνάγκην συνεργασίας όλων διά τήν πρόοδον τού τόπου. Μετά ταύτα ώμίλησαν καί άλλοι, οί όποίοι άνεφέρθησαν είς τά ζητήματα τής ήμέρας καί είς τάς προοπτικάς τής οίκονομικής άναπτύξεως τής χώρας. Αί συζητήσεις συνεχίσθησαν μέχρι τής βραδυνής, όπότε καί έληξεν ή συγκέντρωσις έν άπολύτω τάξει. Κατά τήν χθεσινήν ήμέραν έπραγματοποιήθη είς τήν αίθουσαν τού συλλόγου ή έκδήλωσις, είς τήν όποίαν παρευρέθησαν πολλοί έκπρόσωποι τών άρχών καί τού λαού τής πόλεως. Ό πρόεδρος άνέγνωσε τήν έκθεσιν πεπραγμένων καί έτόνισε τήν άνάγκην συνεργασίας όλων διά τήν πρόοδον τού τόπου. Μετά ταύτα ώμίλησαν καί άλλοι, οί όποίοι άνεφέρθησαν είς τά ζητήματα τής ήμέρας καί είς τάς προοπτικάς τής οίκονομικής άναπτύξεως τής χώρας. Αί συζητήσεις συνεχίσθησαν μέχρι τής βραδυνής, όπότε καί έληξεν ή συγκέντρωσις έν άπολύτω τάξει. ΚΗΔΕΙΑΙ Κατά τήν χθεσινήν ήμέραν έπραγματοποιήθη είς τήν αίθουσαν τού συλλόγου ή έκδήλωσις, είς τήν όποίαν παρευρέθησαν πολλοί έκπρόσωποι τών άρχών καί τού λαού τής πόλεως. Ό πρόεδρος άνέγνωσε τήν έκθεσιν πεπραγμένων καί έτόνισε τήν άνάγκην συνεργασίας όλων διά τήν πρόοδον τού τόπου. Μετά ταύτα ώμίλησαν καί άλλοι, οί όποίοι άνεφέρθησαν είς τά ζητήματα τής ήμέρας καί είς τάς προοπτικάς τής οίκονομικής άναπτύξεως τής χώρας. Αί συζητήσεις συνεχίσθησαν μέχρι τής βραδυνής, όπότε καί έληξεν ή συγκέντρωσις έν άπολύτω τάξει. Κατά τήν χθεσινήν ήμέραν έπραγματοποιήθη είς τήν αίθουσαν τού συλλόγου ή έκδήλωσις, είς τήν όποίαν παρευρέθησαν πολλοί έκπρόσωποι τών άρχών καί τού λαού τής πόλεως. Ό πρόεδρος άνέγνωσε τήν έκθεσιν πεπραγμένων καί έτόνισε τήν άνάγκην συνεργασίας όλων διά τήν πρόοδον τού τόπου. Μετά ταύτα ώμίλησαν καί άλλοι, οί όποίοι άνεφέρθησαν είς τά ζητήματα τής ήμέρας καί είς τάς προοπτικάς τής οίκονομικής άναπτύξεως τής χώρας. Αί συζητήσεις συνεχίσθησαν μέχρι τής βραδυνής, όπότε καί έληξεν ή συγκέντρωσις έν άπολύτω τάξει. <box>3 64 148 1731</box>
lecture-audience-photo <box>461 862 657 1045</box>
government-economy-headline: Η ΚΥΒΕΡΝΗΣΙΣ ΔΕΝ ΕΔΗΜΙΟΥΡΓΗΣΕ ΤΑΣ ΒΑΣΕΙΣ ΔΙΑ ΤΗΝ ΟΙΚΟΝΟΜΙΚΗΝ ΑΝΑΠΤΥΞΙΝ ΤΗΣ ΧΩΡΑΣ <box>476 746 848 776</box>
ere-fear-line: Ή Ε.Ρ.Ε. φοβείται τήν αύριανήν έκλογήν <box>874 321 1040 331</box>
onassis-casino-headline: ΥΠΟ ΑΓΓΛΙΚΗΣ ΕΦΗΜΕΡΙΔΟΣ ΥΠΟΣΤΗΡΙΖΕΤΑΙ ΟΤΙ ΘΑ ΕΠΕΚΤΑΘΟΥΝ ΚΑΙ ΕΙΣ ΤΟ ΛΟΝΔΙΝΟΝ ΑΙ ΕΠΙΘΕΣΕΙΣ ΤΩΝ ΚΑΖΙΝΩΝ ΤΟΥ Κ. ΩΝΑΣΗ <box>165 1208 444 1243</box>
anastasia-feast-heading: ΠΑΝΗΓΥΡΙΣ ΙΕΡΑΣ ΜΟΝΗΣ ΑΓΙΑΣ ΑΝΑΣΤΑΣΙΑΣ <box>17 1673 133 1690</box>
tsaparas-subheadline: Συνέστησεν είς τούς πολυπληθείς φίλους του νά καφεύσουν καί προσέλθουν είς τάς κάλπας <box>885 367 1138 390</box>
sarra-headline-box <box>152 64 458 86</box>
rally-photo-caption: Οί φοιτηταί τού πολυτεχνικού τμήματος, κατά τήν χθεσινήν συγκέντρωσίν των είς τά προπύλαια τού πανεπιστημίου. <box>593 397 860 413</box>
column-rule <box>864 64 865 1730</box>
indecency-headline: ΚΑΤΗΓΟΡΗΘΗ ΟΤΙ ΕΞΕΓΥΜΝΩΘΗ ΕΝΩΠΙΟΝ ΝΕΑΝΙΔΩΝ <box>676 1530 850 1550</box>
xenth-heading: Έκδηλώσεις της «Χ.Ε.Ν.Θ.» <box>33 336 118 360</box>
students-headline-line1: ΟΙ ΦΟΙΤΗΤΑΙ ΑΝΑΛΑΜΒΑΝΟΥΝ ΑΓΩΝΑ <box>461 64 863 88</box>
vatican-stamps-headline: ΤΕΣΣΑΡΑ ΝΕΑ ΓΡΑΜΜΑΤΟΣΗΜΑ ΤΟΥ ΒΑΤΙΚΑΝΟΥ <box>666 1235 860 1246</box>
airplane-photo-caption: Είς τήν Ράθολ, τής Καλιφορνίας, μικρόν μονοκινητήριον άεροπλάν, νον προσεγγίσθη άνωμάλως είς τόν σιδηροδρομικόν σταθμόν, συνεπεία καταστροφής τής μηχανής του. Τό άεροσκάφος συνέτριψε κατά τήν πτώσιν του, άλλ' ό πιλότος, Βίρτζιλ Κόρτονι, έπέτυχε έκσφενδονισθή καί σωθή. <box>870 281 1153 314</box>
thanks-banner: ΕΥΧΑΡΙΣΤΗΡΙΑ <box>3 1384 148 1407</box>
fourth-column: Είς τήν Ράθολ, τής Καλιφορνίας, μικρόν μονοκινητήριον άεροπλάν, νον προσεγγίσθη άνωμάλως είς τόν σιδηροδρομικόν σταθμόν, συνεπεία καταστροφής τής μηχανής του. Τό άεροσκάφος συνέτριψε κατά τήν πτώσιν του, άλλ' ό πιλότος, Βίρτζιλ Κόρτονι, έπέτυχε έκσφενδονισθή καί σωθή. Ή Ε.Ρ.Ε. φοβείται τήν αύριανήν έκλογήν ΑΠΑΤΗΛΑ ΣΥΝΘΗΜΑΤΑ ΕΚΤΟΞΕΥΟΥΝΤΑΙ ΕΙΣ ΒΑΡΟΣ ΤΟΥ ΥΠΟΨΗΦΙΟΥ κ. ΤΣΑΠΑΡΑ Συνέστησεν είς τούς πολυπληθείς φίλους του νά καφεύσουν καί προσέλθουν είς τάς κάλπας Κατά τήν χθεσινήν ήμέραν έπραγματοποιήθη είς τήν αίθουσαν τού συλλόγου ή έκδήλωσις, είς τήν όποίαν παρευρέθησαν πολλοί έκπρόσωποι τών άρχών καί τού λαού τής πόλεως. Ό πρόεδρος άνέγνωσε τήν έκθεσιν πεπραγμένων καί έτόνισε τήν άνάγκην συνεργασίας όλων διά τήν πρόοδον τού τόπου. Μετά ταύτα ώμίλησαν καί άλλοι, οί όποίοι άνεφέρθησαν είς τά ζητήματα τής ήμέρας καί είς τάς προοπτικάς τής οίκονομικής άναπτύξεως τής χώρας. Αί συζητήσεις συνεχίσθησαν μέχρι τής βραδυνής, όπότε καί έληξεν ή συγκέντρωσις έν άπολύτω τάξει. Κατά τήν χθεσινήν ήμέραν έπραγματοποιήθη είς τήν αίθουσαν τού συλλόγου ή έκδήλωσις, είς τήν όποίαν παρευρέθησαν πολλοί έκπρόσωποι τών άρχών καί τού λαού τής πόλεως. Ό πρόεδρος άνέγνωσε τήν έκθεσιν πεπραγμένων καί έτόνισε τήν άνάγκην συνεργασίας όλων διά τήν πρόοδον τού τόπου. Μετά ταύτα ώμίλησαν καί άλλοι, οί όποίοι άνεφέρθησαν είς τά ζητήματα τής ήμέρας καί είς τάς προοπτικάς τής οίκονομικής άναπτύξεως τής χώρας. Αί συζητήσεις συνεχίσθησαν μέχρι τής βραδυνής, όπότε καί έληξεν ή συγκέντρωσις έν άπολύτω τάξει. ΑΝΑΚΟΙΝΩΣΙΣ ΤΗΣ ΕΔΑ Κατά τήν χθεσινήν ήμέραν έπραγματοποιήθη είς τήν αίθουσαν τού συλλόγου ή έκδήλωσις, είς τήν όποίαν παρευρέθησαν πολλοί έκπρόσωποι τών άρχών καί τού λαού τής πόλεως. Ό πρόεδρος άνέγνωσε τήν έκθεσιν πεπραγμένων καί έτόνισε τήν άνάγκην συνεργασίας όλων διά τήν πρόοδον τού τόπου. Μετά ταύτα ώμίλησαν καί άλλοι, οί όποίοι άνεφέρθησαν είς τά ζητήματα τής ήμέρας καί είς τάς προοπτικάς τής οίκονομικής άναπτύξεως τής χώρας. Αί συζητήσεις συνεχίσθησαν μέχρι τής βραδυνής, όπότε καί έληξεν ή συγκέντρωσις έν άπολύτω τάξει. Κατά τήν χθεσινήν ήμέραν έπραγματοποιήθη είς τήν αίθουσαν τού συλλόγου ή έκδήλωσις, είς τήν όποίαν παρευρέθησαν πολλοί έκπρόσωποι τών άρχών καί τού λαού τής πόλεως. Ό πρόεδρος άνέγνωσε τήν έκθεσιν πεπραγμένων καί έτόνισε τήν άνάγκην συνεργασίας όλων διά τήν πρόοδον τού τόπου. Μετά ταύτα ώμίλησαν καί άλλοι, οί όποίοι άνεφέρθησαν είς τά ζητήματα τής ήμέρας καί είς τάς προοπτικάς τής οίκονομικής άναπτύξεως τής χώρας. Αί συζητήσεις συνεχίσθησαν μέχρι τής βραδυνής, όπότε καί έληξεν ή συγκέντρωσις έν άπολύτω τάξει. Κατά τήν χθεσινήν ήμέραν έπραγματοποιήθη είς τήν αίθουσαν τού συλλόγου ή έκδήλωσις, είς τήν όποίαν παρευρέθησαν πολλοί έκπρόσωποι τών άρχών καί τού λαού τής πόλεως. Ό πρόεδρος άνέγνωσε τήν έκθεσιν πεπραγμένων καί έτόνισε τήν άνάγκην συνεργασίας όλων διά τήν πρόοδον τού τόπου. Μετά ταύτα ώμίλησαν καί άλλοι, οί όποίοι άνεφέρθησαν είς τά ζητήματα τής ήμέρας καί είς τάς προοπτικάς τής οίκονομικής άναπτύξεως τής χώρας. Αί συζητήσεις συνεχίσθησαν μέχρι τής βραδυνής, όπότε καί έληξεν ή συγκέντρωσις έν άπολύτω τάξει. ΕΙΣ ΕΦΟΝΕΥΘΗ ΚΑΙ ΤΕΣΣΑΡΕΣ ΕΤΡΑΥΜΑΤΙΣΘΗΣΑΝ ΕΚ ΤΩΝ ΔΙΑΦΟΡΩΝ ΤΡΟΧΑΙΩΝ ΑΤΥΧΗΜΑΤΩΝ ΕΙΣ ΤΗΝ ΘΕΣΣΑΛΟΝΙΚΗΝ, ΝΙΓΡΙΤΑΝ ΚΑΙ ΚΑΒΑΛΑΝ Κατά τήν χθεσινήν ήμέραν έπραγματοποιήθη είς τήν αίθουσαν τού συλλόγου ή έκδήλωσις, είς τήν όποίαν παρευρέθησαν πολλοί έκπρόσωποι τών άρχών καί τού λαού τής πόλεως. Ό πρόεδρος άνέγνωσε τήν έκθεσιν πεπραγμένων καί έτόνισε τήν άνάγκην συνεργασίας όλων διά τήν πρόοδον τού τόπου. Μετά ταύτα ώμίλησαν καί άλλοι, οί όποίοι άνεφέρθησαν είς τά ζητήματα τής ήμέρας καί είς τάς προοπτικάς τής οίκονομικής άναπτύξεως τής χώρας. Αί συζητήσεις συνεχίσθησαν μέχρι τής βραδυνής, όπότε καί έληξεν ή συγκέντρωσις έν άπολύτω τάξει. ΕΙΣ ΚΑΒΑΛΑΝ Κατά τήν χθεσινήν ήμέραν έπραγματοποιήθη είς τήν αίθουσαν τού συλλόγου ή έκδήλωσις, είς τήν όποίαν παρευρέθησαν πολλοί έκπρόσωποι τών άρχών καί τού λαού τής πόλεως. Ό πρόεδρος άνέγνωσε τήν έκθεσιν πεπραγμένων καί έτόνισε τήν άνάγκην συνεργασίας όλων διά τήν πρόοδον τού τόπου. Μετά ταύτα ώμίλησαν καί άλλοι, οί όποίοι άνεφέρθησαν είς τά ζητήματα τής ήμέρας καί είς τάς προοπτικάς τής οίκονομικής άναπτύξεως τής χώρας. Αί συζητήσεις συνεχίσθησαν μέχρι τής βραδυνής, όπότε καί έληξεν ή συγκέντρωσις έν άπολύτω τάξει. ΟΙ ΕΠΙΧΕΙΡΗΜΑΤΙΑΙ ΟΙΚΟΔΟΜΩΝ ΔΙΑΜΑΡΤΥΡΟΝΤΑΙ ΔΙΟΤΙ ΔΕΝ ΕΞΥΠΗΡΕΤΟΥΝΤΑΙ ΕΠΑΡΚΩΣ ΑΠΟ ΤΟ ΠΟΛΕΟΔΟΜΙΚΟΝ ΓΡΑΦΕΙΟΝ ΘΕΣΣΑΛΟΝΙΚΗΣ Κατά τήν χθεσινήν ήμέραν έπραγματοποιήθη είς τήν αίθουσαν τού συλλόγου ή έκδήλωσις, είς τήν όποίαν παρευρέθησαν πολλοί έκπρόσωποι τών άρχών καί τού λαού τής πόλεως. Ό πρόεδρος άνέγνωσε τήν έκθεσιν πεπραγμένων καί έτόνισε τήν άνάγκην συνεργασίας όλων διά τήν πρόοδον τού τόπου. Μετά ταύτα ώμίλησαν καί άλλοι, οί όποίοι άνεφέρθησαν είς τά ζητήματα τής ήμέρας καί είς τάς προοπτικάς τής οίκονομικής άναπτύξεως τής χώρας. Αί συζητήσεις συνεχίσθησαν μέχρι τής βραδυνής, όπότε καί έληξεν ή συγκέντρωσις έν άπολύτω τάξει. Κατά τήν χθεσινήν ήμέραν έπραγματοποιήθη είς τήν αίθουσαν τού συλλόγου ή έκδήλωσις, είς τήν όποίαν παρευρέθησαν πολλοί έκπρόσωποι τών άρχών καί τού λαού τής πόλεως. Ό πρόεδρος άνέγνωσε τήν έκθεσιν πεπραγμένων καί έτόνισε τήν άνάγκην συνεργασίας όλων διά τήν πρόοδον τού τόπου. Μετά ταύτα ώμίλησαν καί άλλοι, οί όποίοι άνεφέρθησαν είς τά ζητήματα τής ήμέρας καί είς τάς προοπτικάς τής οίκονομικής άναπτύξεως τής χώρας. Αί συζητήσεις συνεχίσθησαν μέχρι τής βραδυνής, όπότε καί έληξεν ή συγκέντρωσις έν άπολύτω τάξει. Ο ΤΣΩΡΤΣΙΛ ΕΠΕΒΙΒΑΣΘΗ ΤΗΣ «ΧΡΙΣΤΙΝΑΣ» ΔΙΑ ΝΑ ΠΡΑΓΜΑΤΟΠΟΙΗΣΗ ΚΡΟΥΑΖΙΕΡΑΝ ΤΡΙΩΝ ΕΒΔΟΜΑΔΩΝ ΑΝΑ ΤΗΝ ΜΕΣΟΓΕΙΟΝ ΝΙΚΑΙΑ, Γαλλίας, 6. (Ρώϋτερ).— Κατά τήν χθεσινήν ήμέραν έπραγματοποιήθη είς τήν αίθουσαν τού συλλόγου ή έκδήλωσις, είς τήν όποίαν παρευρέθησαν πολλοί έκπρόσωποι τών άρχών καί τού λαού τής πόλεως. Ό πρόεδρος άνέγνωσε τήν έκθεσιν πεπραγμένων καί έτόνισε τήν άνάγκην συνεργασίας όλων διά τήν πρόοδον τού τόπου. Μετά ταύτα ώμίλησαν καί άλλοι, οί όποίοι άνεφέρθησαν είς τά ζητήματα τής ήμέρας καί είς τάς προοπτικάς τής οίκονομικής άναπτύξεως τής χώρας. Αί συζητήσεις συνεχίσθησαν μέχρι τής βραδυνής, όπότε καί έληξεν ή συγκέντρωσις έν άπολύτω τάξει. Κατά τήν χθεσινήν ήμέραν έπραγματοποιήθη είς τήν αίθουσαν τού συλλόγου ή έκδήλωσις, είς τήν όποίαν παρευρέθησαν πολλοί έκπρόσωποι τών άρχών καί τού λαού τής πόλεως. Ό πρόεδρος άνέγνωσε τήν έκθεσιν πεπραγμένων καί έτόνισε τήν άνάγκην συνεργασίας όλων διά τήν πρόοδον τού τόπου. Μετά ταύτα ώμίλησαν καί άλλοι, οί όποίοι άνεφέρθησαν είς τά ζητήματα τής ήμέρας καί είς τάς προοπτικάς τής οίκονομικής άναπτύξεως τής χώρας. Αί συζητήσεις συνεχίσθησαν μέχρι τής βραδυνής, όπότε καί έληξεν ή συγκέντρωσις έν άπολύτω τάξει. Η ΑΣΤΥΝΟΜΙΑ ΠΑΡΕΛΑΒΕΝ ΕΚ ΤΗΣ ΜΟΝΗΣ ΤΑΣ ΠΕΝΤΕ ΝΕΑΡΑΣ ΥΠΟΨΗΦΙΑΣ ΜΟΝΑΧΑΣ ΚΑΙ ΤΑΣ ΠΑΡΕΔΩΣΕΝ ΕΙΣ ΤΟΥΣ ΓΟΝΕΙΣ ΤΩΝ Αί τέσσαρες έκ τών πέντε έξομολογηθεισών τής μονής, ύποψηφίων μοναχών, κατά τήν έπιστροφήν των είς Πειραιά, έντός τού ταξί, κοιμούνται, μετά τό ταξείδιον τής επιστροφής. ΚΑΛΑΜΑΤΑ, 6.— Κατά τήν χθεσινήν ήμέραν έπραγματοποιήθη είς τήν αίθουσαν τού συλλόγου ή έκδήλωσις, είς τήν όποίαν παρευρέθησαν πολλοί έκπρόσωποι τών άρχών καί τού λαού τής πόλεως. Ό πρόεδρος άνέγνωσε τήν έκθεσιν πεπραγμένων καί έτόνισε τήν άνάγκην συνεργασίας όλων διά τήν πρόοδον τού τόπου. Μετά ταύτα ώμίλησαν καί άλλοι, οί όποίοι άνεφέρθησαν είς τά ζητήματα τής ήμέρας καί είς τάς προοπτικάς τής οίκονομικής άναπτύξεως τής χώρας. Αί συζητήσεις συνεχίσθησαν μέχρι τής βραδυνής, όπότε καί έληξεν ή συγκέντρωσις έν άπολύτω τάξει. Κατά τήν χθεσινήν ήμέραν έπραγματοποιήθη είς τήν αίθουσαν τού συλλόγου ή έκδήλωσις, είς τήν όποίαν παρευρέθησαν πολλοί έκπρόσωποι τών άρχών καί τού λαού τής πόλεως. Ό πρόεδρος άνέγνωσε τήν έκθεσιν πεπραγμένων καί έτόνισε τήν άνάγκην συνεργασίας όλων διά τήν πρόοδον τού τόπου. Μετά ταύτα ώμίλησαν καί άλλοι, οί όποίοι άνεφέρθησαν είς τά ζητήματα τής ήμέρας καί είς τάς προοπτικάς τής οίκονομικής άναπτύξεως τής χώρας. Αί συζητήσεις συνεχίσθησαν μέχρι τής βραδυνής, όπότε καί έληξεν ή συγκέντρωσις έν άπολύτω τάξει. ΕΠΙΣΤΡΕΨΑΝ ΑΘΗΝΑΙ, 6.— Κατά τήν χθεσινήν ήμέραν έπραγματοποιήθη είς τήν αίθουσαν τού συλλόγου ή έκδήλωσις, είς τήν όποίαν παρευρέθησαν πολλοί έκπρόσωποι τών άρχών καί τού λαού τής πόλεως. Ό πρόεδρος άνέγνωσε τήν έκθεσιν πεπραγμένων καί έτόνισε τήν άνάγκην συνεργασίας όλων διά τήν πρόοδον τού τόπου. Μετά ταύτα ώμίλησαν καί άλλοι, οί όποίοι άνεφέρθησαν είς τά ζητήματα τής ήμέρας καί είς τάς προοπτικάς τής οίκονομικής άναπτύξεως τής χώρας. Αί συζητήσεις συνεχίσθησαν μέχρι τής βραδυνής, όπότε καί έληξεν ή συγκέντρωσις έν άπολύτω τάξει. <box>867 88 1156 1733</box>
london-dateline: ΛΟΝΔΙΝΟΝ, 6. (Άσ. Πρές).— <box>152 431 264 439</box>
nuns-police-headline: Η ΑΣΤΥΝΟΜΙΑ ΠΑΡΕΛΑΒΕΝ ΕΚ ΤΗΣ ΜΟΝΗΣ ΤΑΣ ΠΕΝΤΕ ΝΕΑΡΑΣ ΥΠΟΨΗΦΙΑΣ ΜΟΝΑΧΑΣ ΚΑΙ ΤΑΣ ΠΑΡΕΔΩΣΕΝ ΕΙΣ ΤΟΥΣ ΓΟΝΕΙΣ ΤΩΝ <box>871 1281 1151 1317</box>
students-headline-block <box>461 64 863 152</box>
sarra-photo-caption: Ή θυγάτηρ τού σέρ Ούΐνστων Τσώρτσιλ, Σάρρα, ήρραβωνίσθη μετά τού λόρδου Όντλεϋ, ό όποίος τό 1958 διεζεύχθη τήν σύζυγόν του. (Φωτογραφία τού «Άσ. Πρές»). <box>155 323 454 347</box>
tax-official-headline: ΕΞΑΜΗΝΟΣ ΦΥΛΑΚΙΣΙΣ ΕΙΣ ΕΦΟΡΙΑΚΟΝ ΥΠΑΛΛΗΛΟΝ ΕΠΙ ΔΩΡΟΛΗΨΙΑ <box>473 1245 645 1267</box>
airplane-headline-box <box>867 64 1157 88</box>
kurds-iraq-headline: ΤΟ ΣΕΝΤΟ ΔΕΝ ΥΠΟΣΤΗΡΙΖΕΙ ΤΟΥΣ ΚΟΥΡΔΟΥΣ ΟΥΤΕ ΕΠΕΝΕΒΗ ΕΙΣ ΤΑ ΕΣΩΤΕΡΙΚΑ ΤΟΥ ΙΡΑΚ <box>157 1661 452 1684</box>
